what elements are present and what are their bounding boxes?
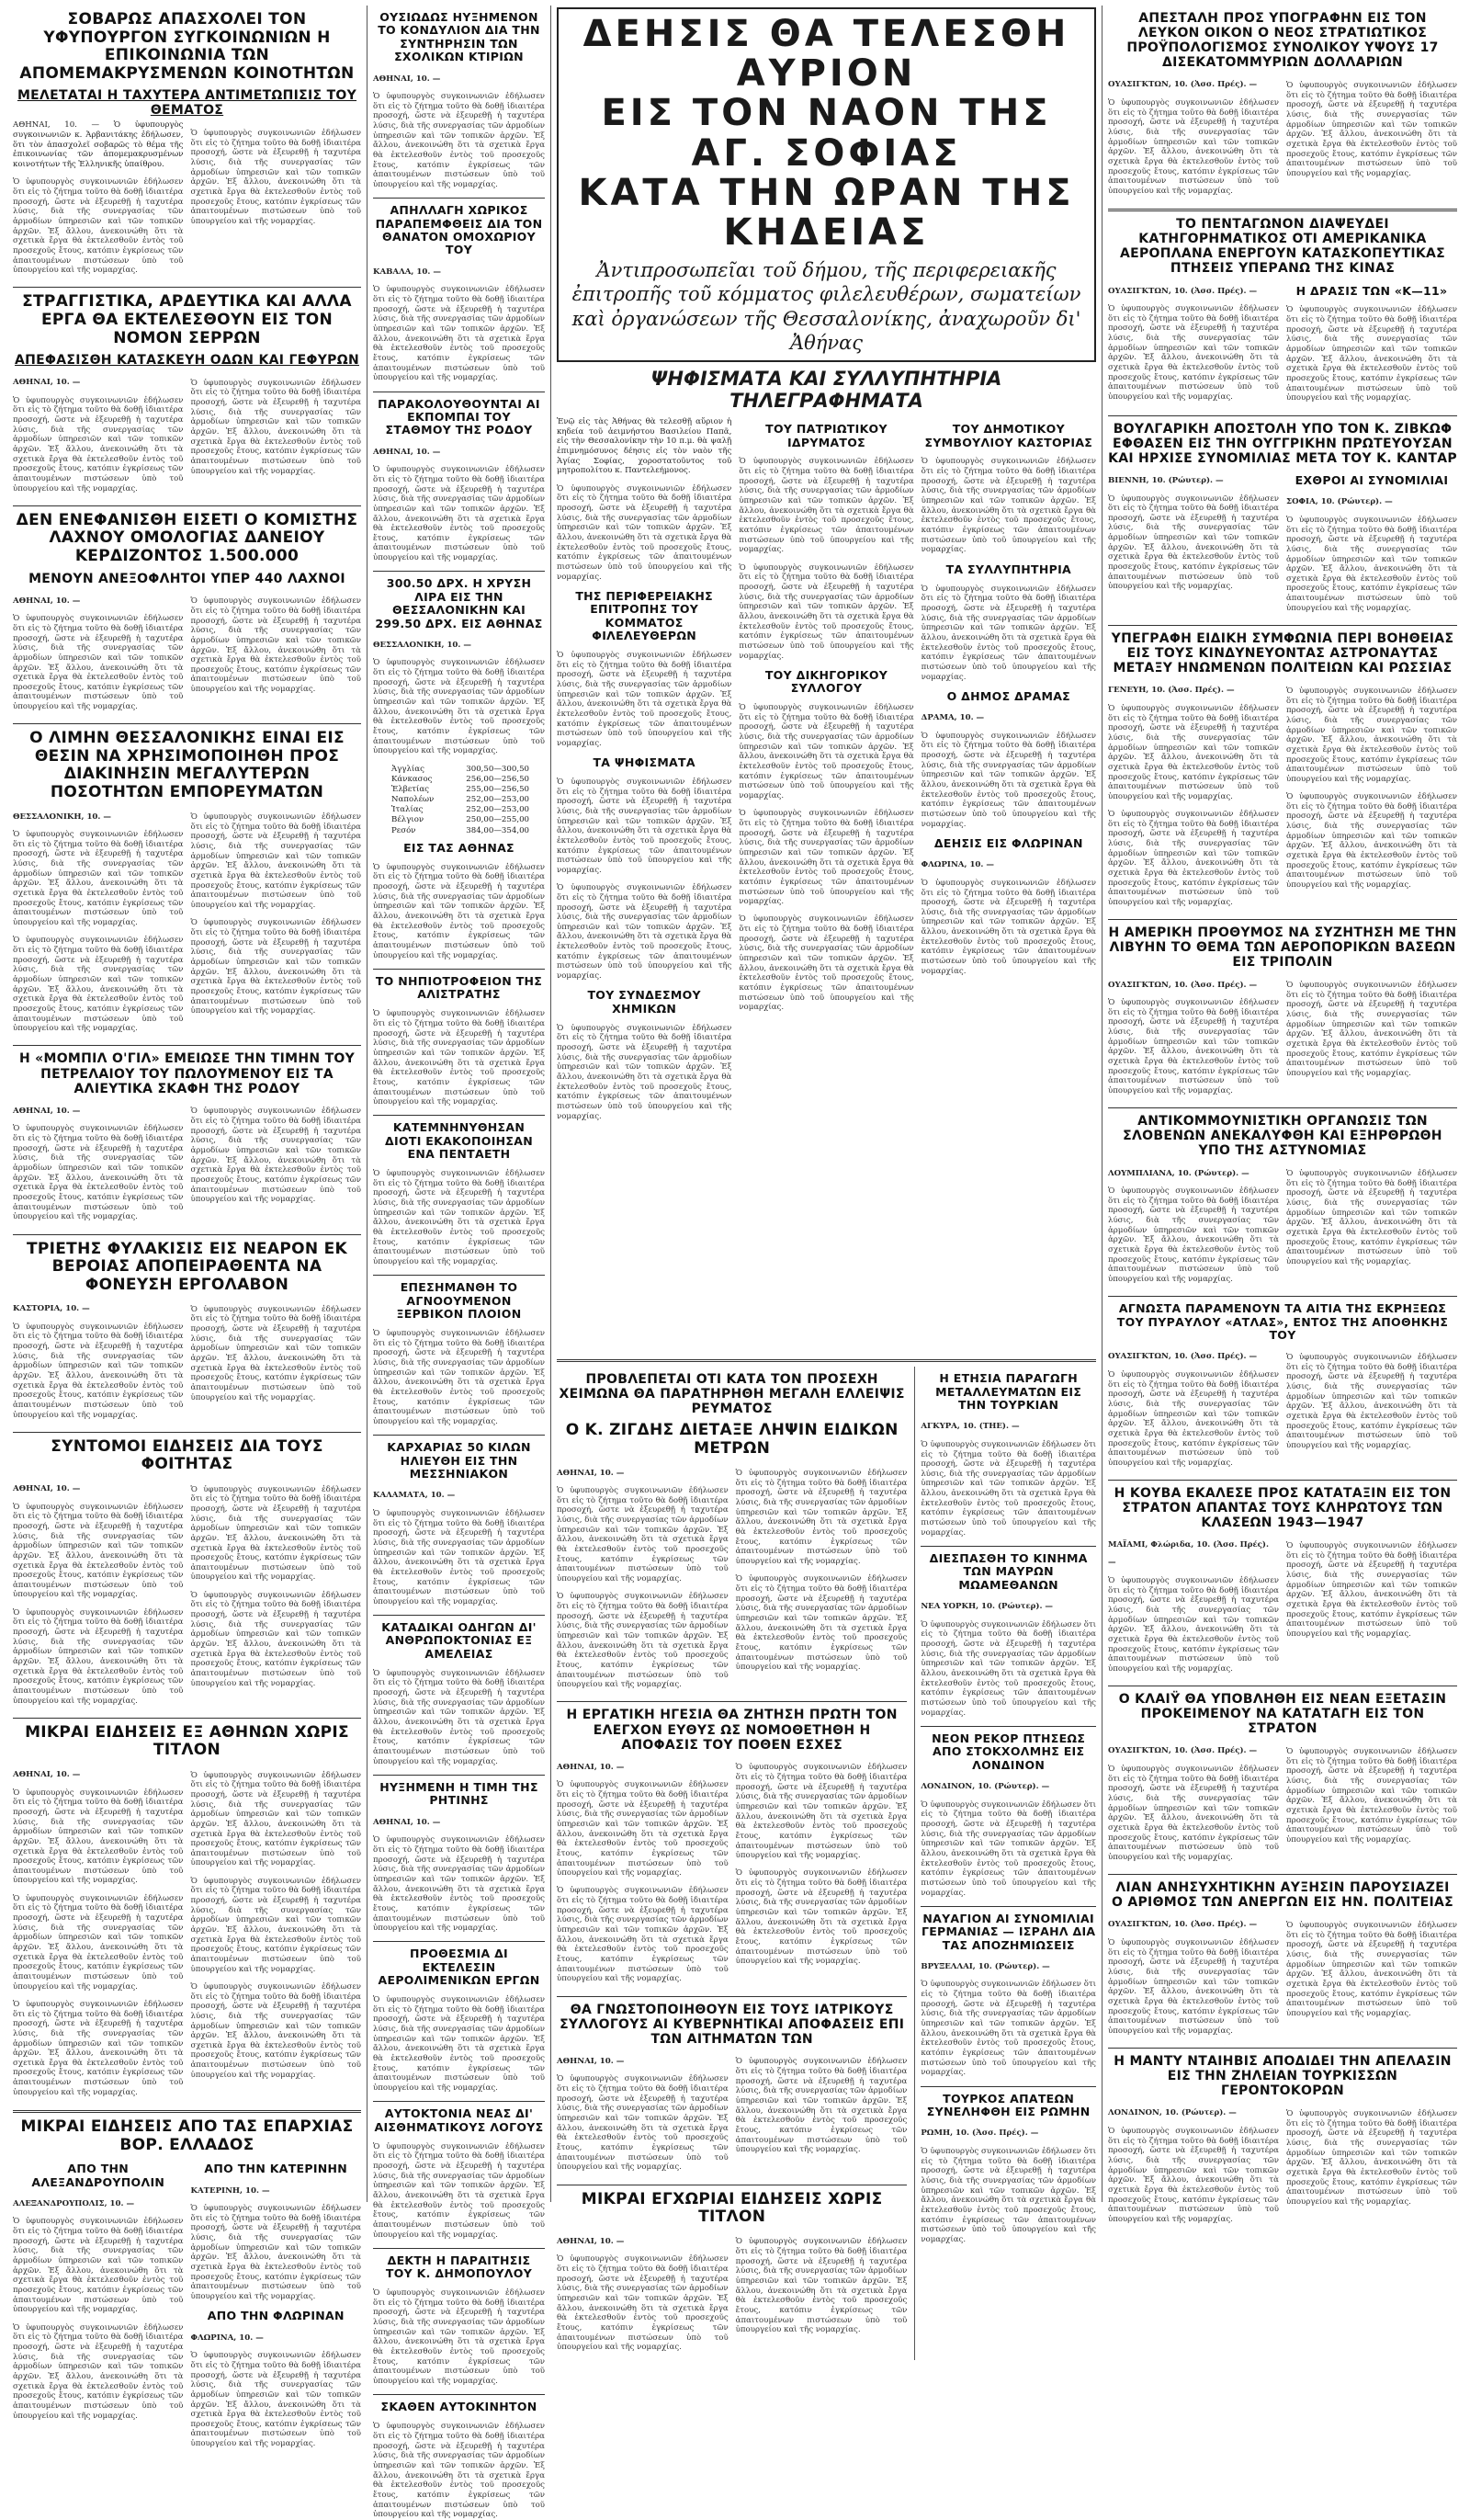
- price-value: 250,00—255,00: [466, 815, 529, 825]
- headline: ΤΟ ΝΗΠΙΟΤΡΟΦΕΙΟΝ ΤΗΣ ΑΛΙΣΤΡΑΤΗΣ: [375, 973, 543, 1002]
- article-body: Ὁ ὑφυπουργὸς συγκοινωνιῶν ἐδήλωσεν ὅτι εἰς τὸ ζήτημα τοῦτο θὰ δοθῇ ἰδιαιτέρα προσοχή, ὥστε νὰ ἐξευρεθῇ ἡ ταχυτέρα λύσις, διὰ τῆς συνεργασίας τῶν ἁρμοδίων ὑπηρεσιῶν καὶ τῶν τοπικῶν ἀρχῶν. Ἐξ ἄλλου, ἀνεκοινώθη ὅτι τὰ σχετικὰ ἔργα θὰ ἐκτελεσθοῦν ἐντὸς τοῦ προσεχοῦς ἔτους, κατόπιν ἐγκρίσεως τῶν ἀπαιτουμένων πιστώσεων ὑπὸ τοῦ ὑπουργείου καὶ τῆς νομαρχίας.: [373, 1508, 545, 1606]
- article-body: Ὁ ὑφυπουργὸς συγκοινωνιῶν ἐδήλωσεν ὅτι εἰς τὸ ζήτημα τοῦτο θὰ δοθῇ ἰδιαιτέρα προσοχή, ὥστε νὰ ἐξευρεθῇ ἡ ταχυτέρα λύσις, διὰ τῆς συνεργασίας τῶν ἁρμοδίων ὑπηρεσιῶν καὶ τῶν τοπικῶν ἀρχῶν. Ἐξ ἄλλου, ἀνεκοινώθη ὅτι τὰ σχετικὰ ἔργα θὰ ἐκτελεσθοῦν ἐντὸς τοῦ προσεχοῦς ἔτους, κατόπιν ἐγκρίσεως τῶν ἀπαιτουμένων πιστώσεων ὑπὸ τοῦ ὑπουργείου καὶ τῆς νομαρχίας.: [373, 92, 545, 189]
- headline: Η ΚΟΥΒΑ ΕΚΑΛΕΣΕ ΠΡΟΣ ΚΑΤΑΤΑΞΙΝ ΕΙΣ ΤΟΝ ΣΤΡΑΤΟΝ ΑΠΑΝΤΑΣ ΤΟΥΣ ΚΛΗΡΩΤΟΥΣ ΤΩΝ ΚΛΑΣΕΩΝ 1943—1947: [1114, 1486, 1452, 1531]
- article-body: Ὁ ὑφυπουργὸς συγκοινωνιῶν ἐδήλωσεν ὅτι εἰς τὸ ζήτημα τοῦτο θὰ δοθῇ ἰδιαιτέρα προσοχή, ὥστε νὰ ἐξευρεθῇ ἡ ταχυτέρα λύσις, διὰ τῆς συνεργασίας τῶν ἁρμοδίων ὑπηρεσιῶν καὶ τῶν τοπικῶν ἀρχῶν. Ἐξ ἄλλου, ἀνεκοινώθη ὅτι τὰ σχετικὰ ἔργα θὰ ἐκτελεσθοῦν ἐντὸς τοῦ προσεχοῦς ἔτους, κατόπιν ἐγκρίσεως τῶν ἀπαιτουμένων πιστώσεων ὑπὸ τοῦ ὑπουργείου καὶ τῆς νομαρχίας.: [739, 809, 914, 907]
- headline: ΜΙΚΡΑΙ ΕΓΧΩΡΙΑΙ ΕΙΔΗΣΕΙΣ ΧΩΡΙΣ ΤΙΤΛΟΝ: [581, 2189, 883, 2227]
- price-coin-name: Ναπολέων: [391, 795, 435, 805]
- headline: ΤΟΥΡΚΟΣ ΑΠΑΤΕΩΝ ΣΥΝΕΛΗΦΘΗ ΕΙΣ ΡΩΜΗΝ: [926, 2091, 1091, 2118]
- article-body: Ὁ ὑφυπουργὸς συγκοινωνιῶν ἐδήλωσεν ὅτι εἰς τὸ ζήτημα τοῦτο θὰ δοθῇ ἰδιαιτέρα προσοχή, ὥστε νὰ ἐξευρεθῇ ἡ ταχυτέρα λύσις, διὰ τῆς συνεργασίας τῶν ἁρμοδίων ὑπηρεσιῶν καὶ τῶν τοπικῶν ἀρχῶν. Ἐξ ἄλλου, ἀνεκοινώθη ὅτι τὰ σχετικὰ ἔργα θὰ ἐκτελεσθοῦν ἐντὸς τοῦ προσεχοῦς ἔτους, κατόπιν ἐγκρίσεως τῶν ἀπαιτουμένων πιστώσεων ὑπὸ τοῦ ὑπουργείου καὶ τῆς νομαρχίας.: [1108, 1576, 1279, 1674]
- article-body: Ὁ ὑφυπουργὸς συγκοινωνιῶν ἐδήλωσεν ὅτι εἰς τὸ ζήτημα τοῦτο θὰ δοθῇ ἰδιαιτέρα προσοχή, ὥστε νὰ ἐξευρεθῇ ἡ ταχυτέρα λύσις, διὰ τῆς συνεργασίας τῶν ἁρμοδίων ὑπηρεσιῶν καὶ τῶν τοπικῶν ἀρχῶν. Ἐξ ἄλλου, ἀνεκοινώθη ὅτι τὰ σχετικὰ ἔργα θὰ ἐκτελεσθοῦν ἐντὸς τοῦ προσεχοῦς ἔτους, κατόπιν ἐγκρίσεως τῶν ἀπαιτουμένων πιστώσεων ὑπὸ τοῦ ὑπουργείου καὶ τῆς νομαρχίας.: [373, 285, 545, 383]
- article-body: Ὁ ὑφυπουργὸς συγκοινωνιῶν ἐδήλωσεν ὅτι εἰς τὸ ζήτημα τοῦτο θὰ δοθῇ ἰδιαιτέρα προσοχή, ὥστε νὰ ἐξευρεθῇ ἡ ταχυτέρα λύσις, διὰ τῆς συνεργασίας τῶν ἁρμοδίων ὑπηρεσιῶν καὶ τῶν τοπικῶν ἀρχῶν. Ἐξ ἄλλου, ἀνεκοινώθη ὅτι τὰ σχετικὰ ἔργα θὰ ἐκτελεσθοῦν ἐντὸς τοῦ προσεχοῦς ἔτους, κατόπιν ἐγκρίσεως τῶν ἀπαιτουμένων πιστώσεων ὑπὸ τοῦ ὑπουργείου καὶ τῆς νομαρχίας.: [557, 483, 732, 582]
- headline: Η ΑΜΕΡΙΚΗ ΠΡΟΘΥΜΟΣ ΝΑ ΣΥΖΗΤΗΣΗ ΜΕ ΤΗΝ ΛΙΒΥΗΝ ΤΟ ΘΕΜΑ ΤΩΝ ΑΕΡΟΠΟΡΙΚΩΝ ΒΑΣΕΩΝ ΕΙΣ ΤΡΙΠΟΛΙΝ: [1108, 925, 1457, 971]
- column-right: [1102, 6, 1463, 2224]
- article-body: Ὁ ὑφυπουργὸς συγκοινωνιῶν ἐδήλωσεν ὅτι εἰς τὸ ζήτημα τοῦτο θὰ δοθῇ ἰδιαιτέρα προσοχή, ὥστε νὰ ἐξευρεθῇ ἡ ταχυτέρα λύσις, διὰ τῆς συνεργασίας τῶν ἁρμοδίων ὑπηρεσιῶν καὶ τῶν τοπικῶν ἀρχῶν. Ἐξ ἄλλου, ἀνεκοινώθη ὅτι τὰ σχετικὰ ἔργα θὰ ἐκτελεσθοῦν ἐντὸς τοῦ προσεχοῦς ἔτους, κατόπιν ἐγκρίσεως τῶν ἀπαιτουμένων πιστώσεων ὑπὸ τοῦ ὑπουργείου καὶ τῆς νομαρχίας.: [13, 2322, 184, 2421]
- headline: ΣΥΝΤΟΜΟΙ ΕΙΔΗΣΕΙΣ ΔΙΑ ΤΟΥΣ ΦΟΙΤΗΤΑΣ: [51, 1436, 323, 1474]
- price-value: 252,00—253,00: [466, 795, 529, 805]
- dateline: ΦΛΩΡΙΝΑ, 10. —: [921, 860, 994, 870]
- article-body: Ὁ ὑφυπουργὸς συγκοινωνιῶν ἐδήλωσεν ὅτι εἰς τὸ ζήτημα τοῦτο θὰ δοθῇ ἰδιαιτέρα προσοχή, ὥστε νὰ ἐξευρεθῇ ἡ ταχυτέρα λύσις, διὰ τῆς συνεργασίας τῶν ἁρμοδίων ὑπηρεσιῶν καὶ τῶν τοπικῶν ἀρχῶν. Ἐξ ἄλλου, ἀνεκοινώθη ὅτι τὰ σχετικὰ ἔργα θὰ ἐκτελεσθοῦν ἐντὸς τοῦ προσεχοῦς ἔτους, κατόπιν ἐγκρίσεως τῶν ἀπαιτουμένων πιστώσεων ὑπὸ τοῦ ὑπουργείου καὶ τῆς νομαρχίας.: [557, 883, 732, 982]
- dateline: ΑΘΗΝΑΙ, 10. —: [13, 1483, 81, 1493]
- article-body: Ὁ ὑφυπουργὸς συγκοινωνιῶν ἐδήλωσεν ὅτι εἰς τὸ ζήτημα τοῦτο θὰ δοθῇ ἰδιαιτέρα προσοχή, ὥστε νὰ ἐξευρεθῇ ἡ ταχυτέρα λύσις, διὰ τῆς συνεργασίας τῶν ἁρμοδίων ὑπηρεσιῶν καὶ τῶν τοπικῶν ἀρχῶν. Ἐξ ἄλλου, ἀνεκοινώθη ὅτι τὰ σχετικὰ ἔργα θὰ ἐκτελεσθοῦν ἐντὸς τοῦ προσεχοῦς ἔτους, κατόπιν ἐγκρίσεως τῶν ἀπαιτουμένων πιστώσεων ὑπὸ τοῦ ὑπουργείου καὶ τῆς νομαρχίας.: [13, 395, 184, 494]
- subheadline: ΤΟΥ ΔΙΚΗΓΟΡΙΚΟΥ ΣΥΛΛΟΓΟΥ: [764, 667, 888, 696]
- article-body: Ὁ ὑφυπουργὸς συγκοινωνιῶν ἐδήλωσεν ὅτι εἰς τὸ ζήτημα τοῦτο θὰ δοθῇ ἰδιαιτέρα προσοχή, ὥστε νὰ ἐξευρεθῇ ἡ ταχυτέρα λύσις, διὰ τῆς συνεργασίας τῶν ἁρμοδίων ὑπηρεσιῶν καὶ τῶν τοπικῶν ἀρχῶν. Ἐξ ἄλλου, ἀνεκοινώθη ὅτι τὰ σχετικὰ ἔργα θὰ ἐκτελεσθοῦν ἐντὸς τοῦ προσεχοῦς ἔτους, κατόπιν ἐγκρίσεως τῶν ἀπαιτουμένων πιστώσεων ὑπὸ τοῦ ὑπουργείου καὶ τῆς νομαρχίας.: [921, 878, 1096, 976]
- headline: ΝΑΥΑΓΙΟΝ ΑΙ ΣΥΝΟΜΙΛΙΑΙ ΓΕΡΜΑΝΙΑΣ — ΙΣΡΑΗΛ ΔΙΑ ΤΑΣ ΑΠΟΖΗΜΙΩΣΕΙΣ: [921, 1911, 1096, 1952]
- price-row: [391, 775, 529, 785]
- article-body: Ὁ ὑφυπουργὸς συγκοινωνιῶν ἐδήλωσεν ὅτι εἰς τὸ ζήτημα τοῦτο θὰ δοθῇ ἰδιαιτέρα προσοχή, ὥστε νὰ ἐξευρεθῇ ἡ ταχυτέρα λύσις, διὰ τῆς συνεργασίας τῶν ἁρμοδίων ὑπηρεσιῶν καὶ τῶν τοπικῶν ἀρχῶν. Ἐξ ἄλλου, ἀνεκοινώθη ὅτι τὰ σχετικὰ ἔργα θὰ ἐκτελεσθοῦν ἐντὸς τοῦ προσεχοῦς ἔτους, κατόπιν ἐγκρίσεως τῶν ἀπαιτουμένων πιστώσεων ὑπὸ τοῦ ὑπουργείου καὶ τῆς νομαρχίας.: [1286, 515, 1457, 613]
- headline: ΠΡΟΒΛΕΠΕΤΑΙ ΟΤΙ ΚΑΤΑ ΤΟΝ ΠΡΟΣΕΧΗ ΧΕΙΜΩΝΑ ΘΑ ΠΑΡΑΤΗΡΗΘΗ ΜΕΓΑΛΗ ΕΛΛΕΙΨΙΣ ΡΕΥΜΑΤΟΣ: [559, 1372, 905, 1417]
- article-body: Ὁ ὑφυπουργὸς συγκοινωνιῶν ἐδήλωσεν ὅτι εἰς τὸ ζήτημα τοῦτο θὰ δοθῇ ἰδιαιτέρα προσοχή, ὥστε νὰ ἐξευρεθῇ ἡ ταχυτέρα λύσις, διὰ τῆς συνεργασίας τῶν ἁρμοδίων ὑπηρεσιῶν καὶ τῶν τοπικῶν ἀρχῶν. Ἐξ ἄλλου, ἀνεκοινώθη ὅτι τὰ σχετικὰ ἔργα θὰ ἐκτελεσθοῦν ἐντὸς τοῦ προσεχοῦς ἔτους, κατόπιν ἐγκρίσεως τῶν ἀπαιτουμένων πιστώσεων ὑπὸ τοῦ ὑπουργείου καὶ τῆς νομαρχίας.: [1286, 1541, 1457, 1639]
- subheadline: ΜΕΝΟΥΝ ΑΝΕΞΟΦΛΗΤΟΙ ΥΠΕΡ 440 ΛΑΧΝΟΙ: [28, 571, 345, 586]
- article-body: Ὁ ὑφυπουργὸς συγκοινωνιῶν ἐδήλωσεν ὅτι εἰς τὸ ζήτημα τοῦτο θὰ δοθῇ ἰδιαιτέρα προσοχή, ὥστε νὰ ἐξευρεθῇ ἡ ταχυτέρα λύσις, διὰ τῆς συνεργασίας τῶν ἁρμοδίων ὑπηρεσιῶν καὶ τῶν τοπικῶν ἀρχῶν. Ἐξ ἄλλου, ἀνεκοινώθη ὅτι τὰ σχετικὰ ἔργα θὰ ἐκτελεσθοῦν ἐντὸς τοῦ προσεχοῦς ἔτους, κατόπιν ἐγκρίσεως τῶν ἀπαιτουμένων πιστώσεων ὑπὸ τοῦ ὑπουργείου καὶ τῆς νομαρχίας.: [557, 650, 732, 748]
- headline: ΣΤΡΑΓΓΙΣΤΙΚΑ, ΑΡΔΕΥΤΙΚΑ ΚΑΙ ΑΛΛΑ ΕΡΓΑ ΘΑ ΕΚΤΕΛΕΣΘΟΥΝ ΕΙΣ ΤΟΝ ΝΟΜΟΝ ΣΕΡΡΩΝ: [22, 292, 352, 347]
- price-coin-name: Ἀγγλίας: [391, 764, 424, 774]
- article-body: Ὁ ὑφυπουργὸς συγκοινωνιῶν ἐδήλωσεν ὅτι εἰς τὸ ζήτημα τοῦτο θὰ δοθῇ ἰδιαιτέρα προσοχή, ὥστε νὰ ἐξευρεθῇ ἡ ταχυτέρα λύσις, διὰ τῆς συνεργασίας τῶν ἁρμοδίων ὑπηρεσιῶν καὶ τῶν τοπικῶν ἀρχῶν. Ἐξ ἄλλου, ἀνεκοινώθη ὅτι τὰ σχετικὰ ἔργα θὰ ἐκτελεσθοῦν ἐντὸς τοῦ προσεχοῦς ἔτους, κατόπιν ἐγκρίσεως τῶν ἀπαιτουμένων πιστώσεων ὑπὸ τοῦ ὑπουργείου καὶ τῆς νομαρχίας.: [13, 936, 184, 1034]
- article-body: Ὁ ὑφυπουργὸς συγκοινωνιῶν ἐδήλωσεν ὅτι εἰς τὸ ζήτημα τοῦτο θὰ δοθῇ ἰδιαιτέρα προσοχή, ὥστε νὰ ἐξευρεθῇ ἡ ταχυτέρα λύσις, διὰ τῆς συνεργασίας τῶν ἁρμοδίων ὑπηρεσιῶν καὶ τῶν τοπικῶν ἀρχῶν. Ἐξ ἄλλου, ἀνεκοινώθη ὅτι τὰ σχετικὰ ἔργα θὰ ἐκτελεσθοῦν ἐντὸς τοῦ προσεχοῦς ἔτους, κατόπιν ἐγκρίσεως τῶν ἀπαιτουμένων πιστώσεων ὑπὸ τοῦ ὑπουργείου καὶ τῆς νομαρχίας.: [1108, 703, 1279, 801]
- article-body: Ὁ ὑφυπουργὸς συγκοινωνιῶν ἐδήλωσεν ὅτι εἰς τὸ ζήτημα τοῦτο θὰ δοθῇ ἰδιαιτέρα προσοχή, ὥστε νὰ ἐξευρεθῇ ἡ ταχυτέρα λύσις, διὰ τῆς συνεργασίας τῶν ἁρμοδίων ὑπηρεσιῶν καὶ τῶν τοπικῶν ἀρχῶν. Ἐξ ἄλλου, ἀνεκοινώθη ὅτι τὰ σχετικὰ ἔργα θὰ ἐκτελεσθοῦν ἐντὸς τοῦ προσεχοῦς ἔτους, κατόπιν ἐγκρίσεως τῶν ἀπαιτουμένων πιστώσεων ὑπὸ τοῦ ὑπουργείου καὶ τῆς νομαρχίας.: [190, 596, 361, 695]
- lead-title-line-2: ΕΙΣ ΤΟΝ ΝΑΟΝ ΤΗΣ ΑΓ. ΣΟΦΙΑΣ: [601, 92, 1052, 175]
- subheadline: Ο ΔΗΜΟΣ ΔΡΑΜΑΣ: [946, 688, 1071, 703]
- dateline: ΑΘΗΝΑΙ, 10. —: [13, 1106, 81, 1116]
- article-body: Ὁ ὑφυπουργὸς συγκοινωνιῶν ἐδήλωσεν ὅτι εἰς τὸ ζήτημα τοῦτο θὰ δοθῇ ἰδιαιτέρα προσοχή, ὥστε νὰ ἐξευρεθῇ ἡ ταχυτέρα λύσις, διὰ τῆς συνεργασίας τῶν ἁρμοδίων ὑπηρεσιῶν καὶ τῶν τοπικῶν ἀρχῶν. Ἐξ ἄλλου, ἀνεκοινώθη ὅτι τὰ σχετικὰ ἔργα θὰ ἐκτελεσθοῦν ἐντὸς τοῦ προσεχοῦς ἔτους, κατόπιν ἐγκρίσεως τῶν ἀπαιτουμένων πιστώσεων ὑπὸ τοῦ ὑπουργείου καὶ τῆς νομαρχίας.: [739, 914, 914, 1013]
- headline: ΘΑ ΓΝΩΣΤΟΠΟΙΗΘΟΥΝ ΕΙΣ ΤΟΥΣ ΙΑΤΡΙΚΟΥΣ ΣΥΛΛΟΓΟΥΣ ΑΙ ΚΥΒΕΡΝΗΤΙΚΑΙ ΑΠΟΦΑΣΕΙΣ ΕΠΙ ΤΩΝ ΑΙΤΗΜΑΤΩΝ ΤΩΝ: [560, 2002, 905, 2047]
- dateline: ΑΘΗΝΑΙ, 10. —: [557, 2056, 625, 2066]
- article-body: Ὁ ὑφυπουργὸς συγκοινωνιῶν ἐδήλωσεν ὅτι εἰς τὸ ζήτημα τοῦτο θὰ δοθῇ ἰδιαιτέρα προσοχή, ὥστε νὰ ἐξευρεθῇ ἡ ταχυτέρα λύσις, διὰ τῆς συνεργασίας τῶν ἁρμοδίων ὑπηρεσιῶν καὶ τῶν τοπικῶν ἀρχῶν. Ἐξ ἄλλου, ἀνεκοινώθη ὅτι τὰ σχετικὰ ἔργα θὰ ἐκτελεσθοῦν ἐντὸς τοῦ προσεχοῦς ἔτους, κατόπιν ἐγκρίσεως τῶν ἀπαιτουμένων πιστώσεων ὑπὸ τοῦ ὑπουργείου καὶ τῆς νομαρχίας.: [921, 731, 1096, 829]
- headline: ΔΙΕΣΠΑΣΘΗ ΤΟ ΚΙΝΗΜΑ ΤΩΝ ΜΑΥΡΩΝ ΜΩΑΜΕΘΑΝΩΝ: [929, 1551, 1088, 1592]
- headline: ΤΟ ΠΕΝΤΑΓΩΝΟΝ ΔΙΑΨΕΥΔΕΙ ΚΑΤΗΓΟΡΗΜΑΤΙΚΟΣ ΟΤΙ ΑΜΕΡΙΚΑΝΙΚΑ ΑΕΡΟΠΛΑΝΑ ΕΝΕΡΓΟΥΝ ΚΑΤΑΣΚΟΠΕΥΤΙΚΑΣ ΠΤΗΣΕΙΣ ΥΠΕΡΑΝΩ ΤΗΣ ΚΙΝΑΣ: [1119, 217, 1446, 277]
- dateline: ΑΛΕΞΑΝΔΡΟΥΠΟΛΙΣ, 10. —: [13, 2198, 135, 2208]
- subheadline: ΤΟΥ ΣΥΝΔΕΣΜΟΥ ΧΗΜΙΚΩΝ: [587, 988, 701, 1016]
- article-body: Ὁ ὑφυπουργὸς συγκοινωνιῶν ἐδήλωσεν ὅτι εἰς τὸ ζήτημα τοῦτο θὰ δοθῇ ἰδιαιτέρα προσοχή, ὥστε νὰ ἐξευρεθῇ ἡ ταχυτέρα λύσις, διὰ τῆς συνεργασίας τῶν ἁρμοδίων ὑπηρεσιῶν καὶ τῶν τοπικῶν ἀρχῶν. Ἐξ ἄλλου, ἀνεκοινώθη ὅτι τὰ σχετικὰ ἔργα θὰ ἐκτελεσθοῦν ἐντὸς τοῦ προσεχοῦς ἔτους, κατόπιν ἐγκρίσεως τῶν ἀπαιτουμένων πιστώσεων ὑπὸ τοῦ ὑπουργείου καὶ τῆς νομαρχίας.: [1108, 810, 1279, 907]
- article-body: Ὁ ὑφυπουργὸς συγκοινωνιῶν ἐδήλωσεν ὅτι εἰς τὸ ζήτημα τοῦτο θὰ δοθῇ ἰδιαιτέρα προσοχή, ὥστε νὰ ἐξευρεθῇ ἡ ταχυτέρα λύσις, διὰ τῆς συνεργασίας τῶν ἁρμοδίων ὑπηρεσιῶν καὶ τῶν τοπικῶν ἀρχῶν. Ἐξ ἄλλου, ἀνεκοινώθη ὅτι τὰ σχετικὰ ἔργα θὰ ἐκτελεσθοῦν ἐντὸς τοῦ προσεχοῦς ἔτους, κατόπιν ἐγκρίσεως τῶν ἀπαιτουμένων πιστώσεων ὑπὸ τοῦ ὑπουργείου καὶ τῆς νομαρχίας.: [1108, 304, 1279, 402]
- article-body: Ὁ ὑφυπουργὸς συγκοινωνιῶν ἐδήλωσεν ὅτι εἰς τὸ ζήτημα τοῦτο θὰ δοθῇ ἰδιαιτέρα προσοχή, ὥστε νὰ ἐξευρεθῇ ἡ ταχυτέρα λύσις, διὰ τῆς συνεργασίας τῶν ἁρμοδίων ὑπηρεσιῶν καὶ τῶν τοπικῶν ἀρχῶν. Ἐξ ἄλλου, ἀνεκοινώθη ὅτι τὰ σχετικὰ ἔργα θὰ ἐκτελεσθοῦν ἐντὸς τοῦ προσεχοῦς ἔτους, κατόπιν ἐγκρίσεως τῶν ἀπαιτουμένων πιστώσεων ὑπὸ τοῦ ὑπουργείου καὶ τῆς νομαρχίας.: [1286, 981, 1457, 1078]
- column-2: [368, 6, 551, 2520]
- article-body: Ὁ ὑφυπουργὸς συγκοινωνιῶν ἐδήλωσεν ὅτι εἰς τὸ ζήτημα τοῦτο θὰ δοθῇ ἰδιαιτέρα προσοχή, ὥστε νὰ ἐξευρεθῇ ἡ ταχυτέρα λύσις, διὰ τῆς συνεργασίας τῶν ἁρμοδίων ὑπηρεσιῶν καὶ τῶν τοπικῶν ἀρχῶν. Ἐξ ἄλλου, ἀνεκοινώθη ὅτι τὰ σχετικὰ ἔργα θὰ ἐκτελεσθοῦν ἐντὸς τοῦ προσεχοῦς ἔτους, κατόπιν ἐγκρίσεως τῶν ἀπαιτουμένων πιστώσεων ὑπὸ τοῦ ὑπουργείου καὶ τῆς νομαρχίας.: [1286, 1353, 1457, 1450]
- article-body: Ὁ ὑφυπουργὸς συγκοινωνιῶν ἐδήλωσεν ὅτι εἰς τὸ ζήτημα τοῦτο θὰ δοθῇ ἰδιαιτέρα προσοχή, ὥστε νὰ ἐξευρεθῇ ἡ ταχυτέρα λύσις, διὰ τῆς συνεργασίας τῶν ἁρμοδίων ὑπηρεσιῶν καὶ τῶν τοπικῶν ἀρχῶν. Ἐξ ἄλλου, ἀνεκοινώθη ὅτι τὰ σχετικὰ ἔργα θὰ ἐκτελεσθοῦν ἐντὸς τοῦ προσεχοῦς ἔτους, κατόπιν ἐγκρίσεως τῶν ἀπαιτουμένων πιστώσεων ὑπὸ τοῦ ὑπουργείου καὶ τῆς νομαρχίας.: [1286, 305, 1457, 403]
- dateline: ΑΘΗΝΑΙ, 10. —: [13, 1769, 81, 1779]
- article-body: Ὁ ὑφυπουργὸς συγκοινωνιῶν ἐδήλωσεν ὅτι εἰς τὸ ζήτημα τοῦτο θὰ δοθῇ ἰδιαιτέρα προσοχή, ὥστε νὰ ἐξευρεθῇ ἡ ταχυτέρα λύσις, διὰ τῆς συνεργασίας τῶν ἁρμοδίων ὑπηρεσιῶν καὶ τῶν τοπικῶν ἀρχῶν. Ἐξ ἄλλου, ἀνεκοινώθη ὅτι τὰ σχετικὰ ἔργα θὰ ἐκτελεσθοῦν ἐντὸς τοῦ προσεχοῦς ἔτους, κατόπιν ἐγκρίσεως τῶν ἀπαιτουμένων πιστώσεων ὑπὸ τοῦ ὑπουργείου καὶ τῆς νομαρχίας.: [735, 1574, 908, 1673]
- price-value: 256,00—256,50: [466, 774, 529, 784]
- article-body: Ὁ ὑφυπουργὸς συγκοινωνιῶν ἐδήλωσεν ὅτι εἰς τὸ ζήτημα τοῦτο θὰ δοθῇ ἰδιαιτέρα προσοχή, ὥστε νὰ ἐξευρεθῇ ἡ ταχυτέρα λύσις, διὰ τῆς συνεργασίας τῶν ἁρμοδίων ὑπηρεσιῶν καὶ τῶν τοπικῶν ἀρχῶν. Ἐξ ἄλλου, ἀνεκοινώθη ὅτι τὰ σχετικὰ ἔργα θὰ ἐκτελεσθοῦν ἐντὸς τοῦ προσεχοῦς ἔτους, κατόπιν ἐγκρίσεως τῶν ἀπαιτουμένων πιστώσεων ὑπὸ τοῦ ὑπουργείου καὶ τῆς νομαρχίας.: [1108, 1938, 1279, 2036]
- dateline: ΟΥΑΣΙΓΚΤΩΝ, 10. (Ἀσσ. Πρές). —: [1108, 1352, 1258, 1362]
- article-body: Ὁ ὑφυπουργὸς συγκοινωνιῶν ἐδήλωσεν ὅτι εἰς τὸ ζήτημα τοῦτο θὰ δοθῇ ἰδιαιτέρα προσοχή, ὥστε νὰ ἐξευρεθῇ ἡ ταχυτέρα λύσις, διὰ τῆς συνεργασίας τῶν ἁρμοδίων ὑπηρεσιῶν καὶ τῶν τοπικῶν ἀρχῶν. Ἐξ ἄλλου, ἀνεκοινώθη ὅτι τὰ σχετικὰ ἔργα θὰ ἐκτελεσθοῦν ἐντὸς τοῦ προσεχοῦς ἔτους, κατόπιν ἐγκρίσεως τῶν ἀπαιτουμένων πιστώσεων ὑπὸ τοῦ ὑπουργείου καὶ τῆς νομαρχίας.: [557, 1023, 732, 1121]
- subheadline: ΑΠΟ ΤΗΝ ΦΛΩΡΙΝΑΝ: [207, 2309, 345, 2323]
- article-body: Ὁ ὑφυπουργὸς συγκοινωνιῶν ἐδήλωσεν ὅτι εἰς τὸ ζήτημα τοῦτο θὰ δοθῇ ἰδιαιτέρα προσοχή, ὥστε νὰ ἐξευρεθῇ ἡ ταχυτέρα λύσις, διὰ τῆς συνεργασίας τῶν ἁρμοδίων ὑπηρεσιῶν καὶ τῶν τοπικῶν ἀρχῶν. Ἐξ ἄλλου, ἀνεκοινώθη ὅτι τὰ σχετικὰ ἔργα θὰ ἐκτελεσθοῦν ἐντὸς τοῦ προσεχοῦς ἔτους, κατόπιν ἐγκρίσεως τῶν ἀπαιτουμένων πιστώσεων ὑπὸ τοῦ ὑπουργείου καὶ τῆς νομαρχίας.: [13, 2217, 184, 2315]
- article-body: Ὁ ὑφυπουργὸς συγκοινωνιῶν ἐδήλωσεν ὅτι εἰς τὸ ζήτημα τοῦτο θὰ δοθῇ ἰδιαιτέρα προσοχή, ὥστε νὰ ἐξευρεθῇ ἡ ταχυτέρα λύσις, διὰ τῆς συνεργασίας τῶν ἁρμοδίων ὑπηρεσιῶν καὶ τῶν τοπικῶν ἀρχῶν. Ἐξ ἄλλου, ἀνεκοινώθη ὅτι τὰ σχετικὰ ἔργα θὰ ἐκτελεσθοῦν ἐντὸς τοῦ προσεχοῦς ἔτους, κατόπιν ἐγκρίσεως τῶν ἀπαιτουμένων πιστώσεων ὑπὸ τοῦ ὑπουργείου καὶ τῆς νομαρχίας.: [190, 1876, 361, 1974]
- article-body: Ὁ ὑφυπουργὸς συγκοινωνιῶν ἐδήλωσεν ὅτι εἰς τὸ ζήτημα τοῦτο θὰ δοθῇ ἰδιαιτέρα προσοχή, ὥστε νὰ ἐξευρεθῇ ἡ ταχυτέρα λύσις, διὰ τῆς συνεργασίας τῶν ἁρμοδίων ὑπηρεσιῶν καὶ τῶν τοπικῶν ἀρχῶν. Ἐξ ἄλλου, ἀνεκοινώθη ὅτι τὰ σχετικὰ ἔργα θὰ ἐκτελεσθοῦν ἐντὸς τοῦ προσεχοῦς ἔτους, κατόπιν ἐγκρίσεως τῶν ἀπαιτουμένων πιστώσεων ὑπὸ τοῦ ὑπουργείου καὶ τῆς νομαρχίας.: [13, 1322, 184, 1420]
- price-coin-name: Ἰταλίας: [391, 805, 424, 815]
- article-body: Ὁ ὑφυπουργὸς συγκοινωνιῶν ἐδήλωσεν ὅτι εἰς τὸ ζήτημα τοῦτο θὰ δοθῇ ἰδιαιτέρα προσοχή, ὥστε νὰ ἐξευρεθῇ ἡ ταχυτέρα λύσις, διὰ τῆς συνεργασίας τῶν ἁρμοδίων ὑπηρεσιῶν καὶ τῶν τοπικῶν ἀρχῶν. Ἐξ ἄλλου, ἀνεκοινώθη ὅτι τὰ σχετικὰ ἔργα θὰ ἐκτελεσθοῦν ἐντὸς τοῦ προσεχοῦς ἔτους, κατόπιν ἐγκρίσεως τῶν ἀπαιτουμένων πιστώσεων ὑπὸ τοῦ ὑπουργείου καὶ τῆς νομαρχίας.: [373, 2141, 545, 2240]
- dateline: ΝΕΑ ΥΟΡΚΗ, 10. (Ρώυτερ). —: [921, 1602, 1054, 1612]
- article-body: Ὁ ὑφυπουργὸς συγκοινωνιῶν ἐδήλωσεν ὅτι εἰς τὸ ζήτημα τοῦτο θὰ δοθῇ ἰδιαιτέρα προσοχή, ὥστε νὰ ἐξευρεθῇ ἡ ταχυτέρα λύσις, διὰ τῆς συνεργασίας τῶν ἁρμοδίων ὑπηρεσιῶν καὶ τῶν τοπικῶν ἀρχῶν. Ἐξ ἄλλου, ἀνεκοινώθη ὅτι τὰ σχετικὰ ἔργα θὰ ἐκτελεσθοῦν ἐντὸς τοῦ προσεχοῦς ἔτους, κατόπιν ἐγκρίσεως τῶν ἀπαιτουμένων πιστώσεων ὑπὸ τοῦ ὑπουργείου καὶ τῆς νομαρχίας.: [190, 1981, 361, 2080]
- article-body: Ὁ ὑφυπουργὸς συγκοινωνιῶν ἐδήλωσεν ὅτι εἰς τὸ ζήτημα τοῦτο θὰ δοθῇ ἰδιαιτέρα προσοχή, ὥστε νὰ ἐξευρεθῇ ἡ ταχυτέρα λύσις, διὰ τῆς συνεργασίας τῶν ἁρμοδίων ὑπηρεσιῶν καὶ τῶν τοπικῶν ἀρχῶν. Ἐξ ἄλλου, ἀνεκοινώθη ὅτι τὰ σχετικὰ ἔργα θὰ ἐκτελεσθοῦν ἐντὸς τοῦ προσεχοῦς ἔτους, κατόπιν ἐγκρίσεως τῶν ἀπαιτουμένων πιστώσεων ὑπὸ τοῦ ὑπουργείου καὶ τῆς νομαρχίας.: [190, 1770, 361, 1868]
- headline: ΝΕΟΝ ΡΕΚΟΡ ΠΤΗΣΕΩΣ ΑΠΟ ΣΤΟΚΧΟΛΜΗΣ ΕΙΣ ΛΟΝΔΙΝΟΝ: [932, 1731, 1086, 1772]
- dateline: ΛΟΥΜΠΛΙΑΝΑ, 10. (Ρώυτερ). —: [1108, 1168, 1250, 1178]
- dateline: ΟΥΑΣΙΓΚΤΩΝ, 10. (Ἀσσ. Πρές). —: [1108, 286, 1258, 296]
- headline: ΑΓΝΩΣΤΑ ΠΑΡΑΜΕΝΟΥΝ ΤΑ ΑΙΤΙΑ ΤΗΣ ΕΚΡΗΞΕΩΣ ΤΟΥ ΠΥΡΑΥΛΟΥ «ΑΤΛΑΣ», ΕΝΤΟΣ ΤΗΣ ΑΠΟΘΗΚΗΣ ΤΟΥ: [1116, 1301, 1449, 1343]
- article-body: Ὁ ὑφυπουργὸς συγκοινωνιῶν ἐδήλωσεν ὅτι εἰς τὸ ζήτημα τοῦτο θὰ δοθῇ ἰδιαιτέρα προσοχή, ὥστε νὰ ἐξευρεθῇ ἡ ταχυτέρα λύσις, διὰ τῆς συνεργασίας τῶν ἁρμοδίων ὑπηρεσιῶν καὶ τῶν τοπικῶν ἀρχῶν. Ἐξ ἄλλου, ἀνεκοινώθη ὅτι τὰ σχετικὰ ἔργα θὰ ἐκτελεσθοῦν ἐντὸς τοῦ προσεχοῦς ἔτους, κατόπιν ἐγκρίσεως τῶν ἀπαιτουμένων πιστώσεων ὑπὸ τοῦ ὑπουργείου καὶ τῆς νομαρχίας.: [190, 1484, 361, 1583]
- article-body: Ὁ ὑφυπουργὸς συγκοινωνιῶν ἐδήλωσεν ὅτι εἰς τὸ ζήτημα τοῦτο θὰ δοθῇ ἰδιαιτέρα προσοχή, ὥστε νὰ ἐξευρεθῇ ἡ ταχυτέρα λύσις, διὰ τῆς συνεργασίας τῶν ἁρμοδίων ὑπηρεσιῶν καὶ τῶν τοπικῶν ἀρχῶν. Ἐξ ἄλλου, ἀνεκοινώθη ὅτι τὰ σχετικὰ ἔργα θὰ ἐκτελεσθοῦν ἐντὸς τοῦ προσεχοῦς ἔτους, κατόπιν ἐγκρίσεως τῶν ἀπαιτουμένων πιστώσεων ὑπὸ τοῦ ὑπουργείου καὶ τῆς νομαρχίας.: [557, 2254, 729, 2353]
- dateline: ΑΘΗΝΑΙ, 10. —: [557, 1468, 625, 1478]
- article-body: Ὁ ὑφυπουργὸς συγκοινωνιῶν ἐδήλωσεν ὅτι εἰς τὸ ζήτημα τοῦτο θὰ δοθῇ ἰδιαιτέρα προσοχή, ὥστε νὰ ἐξευρεθῇ ἡ ταχυτέρα λύσις, διὰ τῆς συνεργασίας τῶν ἁρμοδίων ὑπηρεσιῶν καὶ τῶν τοπικῶν ἀρχῶν. Ἐξ ἄλλου, ἀνεκοινώθη ὅτι τὰ σχετικὰ ἔργα θὰ ἐκτελεσθοῦν ἐντὸς τοῦ προσεχοῦς ἔτους, κατόπιν ἐγκρίσεως τῶν ἀπαιτουμένων πιστώσεων ὑπὸ τοῦ ὑπουργείου καὶ τῆς νομαρχίας.: [921, 2146, 1096, 2244]
- dateline: ΟΥΑΣΙΓΚΤΩΝ, 10. (Ἀσσ. Πρές). —: [1108, 1746, 1258, 1756]
- article-body: Ὁ ὑφυπουργὸς συγκοινωνιῶν ἐδήλωσεν ὅτι εἰς τὸ ζήτημα τοῦτο θὰ δοθῇ ἰδιαιτέρα προσοχή, ὥστε νὰ ἐξευρεθῇ ἡ ταχυτέρα λύσις, διὰ τῆς συνεργασίας τῶν ἁρμοδίων ὑπηρεσιῶν καὶ τῶν τοπικῶν ἀρχῶν. Ἐξ ἄλλου, ἀνεκοινώθη ὅτι τὰ σχετικὰ ἔργα θὰ ἐκτελεσθοῦν ἐντὸς τοῦ προσεχοῦς ἔτους, κατόπιν ἐγκρίσεως τῶν ἀπαιτουμένων πιστώσεων ὑπὸ τοῦ ὑπουργείου καὶ τῆς νομαρχίας.: [190, 2204, 361, 2302]
- article-body: Ὁ ὑφυπουργὸς συγκοινωνιῶν ἐδήλωσεν ὅτι εἰς τὸ ζήτημα τοῦτο θὰ δοθῇ ἰδιαιτέρα προσοχή, ὥστε νὰ ἐξευρεθῇ ἡ ταχυτέρα λύσις, διὰ τῆς συνεργασίας τῶν ἁρμοδίων ὑπηρεσιῶν καὶ τῶν τοπικῶν ἀρχῶν. Ἐξ ἄλλου, ἀνεκοινώθη ὅτι τὰ σχετικὰ ἔργα θὰ ἐκτελεσθοῦν ἐντὸς τοῦ προσεχοῦς ἔτους, κατόπιν ἐγκρίσεως τῶν ἀπαιτουμένων πιστώσεων ὑπὸ τοῦ ὑπουργείου καὶ τῆς νομαρχίας.: [557, 1780, 729, 1879]
- article-body: Ὁ ὑφυπουργὸς συγκοινωνιῶν ἐδήλωσεν ὅτι εἰς τὸ ζήτημα τοῦτο θὰ δοθῇ ἰδιαιτέρα προσοχή, ὥστε νὰ ἐξευρεθῇ ἡ ταχυτέρα λύσις, διὰ τῆς συνεργασίας τῶν ἁρμοδίων ὑπηρεσιῶν καὶ τῶν τοπικῶν ἀρχῶν. Ἐξ ἄλλου, ἀνεκοινώθη ὅτι τὰ σχετικὰ ἔργα θὰ ἐκτελεσθοῦν ἐντὸς τοῦ προσεχοῦς ἔτους, κατόπιν ἐγκρίσεως τῶν ἀπαιτουμένων πιστώσεων ὑπὸ τοῦ ὑπουργείου καὶ τῆς νομαρχίας.: [13, 1788, 184, 1886]
- headline: ΑΠΗΛΛΑΓΗ ΧΩΡΙΚΟΣ ΠΑΡΑΠΕΜΦΘΕΙΣ ΔΙΑ ΤΟΝ ΘΑΝΑΤΟΝ ΟΜΟΧΩΡΙΟΥ ΤΟΥ: [375, 203, 543, 257]
- price-row: [391, 826, 529, 836]
- subheadline: ΤΑ ΣΥΛΛΥΠΗΤΗΡΙΑ: [945, 562, 1072, 576]
- article-body: Ὁ ὑφυπουργὸς συγκοινωνιῶν ἐδήλωσεν ὅτι εἰς τὸ ζήτημα τοῦτο θὰ δοθῇ ἰδιαιτέρα προσοχή, ὥστε νὰ ἐξευρεθῇ ἡ ταχυτέρα λύσις, διὰ τῆς συνεργασίας τῶν ἁρμοδίων ὑπηρεσιῶν καὶ τῶν τοπικῶν ἀρχῶν. Ἐξ ἄλλου, ἀνεκοινώθη ὅτι τὰ σχετικὰ ἔργα θὰ ἐκτελεσθοῦν ἐντὸς τοῦ προσεχοῦς ἔτους, κατόπιν ἐγκρίσεως τῶν ἀπαιτουμένων πιστώσεων ὑπὸ τοῦ ὑπουργείου καὶ τῆς νομαρχίας.: [373, 1329, 545, 1426]
- dateline: ΚΑΣΤΟΡΙΑ, 10. —: [13, 1304, 90, 1314]
- article-body: Ὁ ὑφυπουργὸς συγκοινωνιῶν ἐδήλωσεν ὅτι εἰς τὸ ζήτημα τοῦτο θὰ δοθῇ ἰδιαιτέρα προσοχή, ὥστε νὰ ἐξευρεθῇ ἡ ταχυτέρα λύσις, διὰ τῆς συνεργασίας τῶν ἁρμοδίων ὑπηρεσιῶν καὶ τῶν τοπικῶν ἀρχῶν. Ἐξ ἄλλου, ἀνεκοινώθη ὅτι τὰ σχετικὰ ἔργα θὰ ἐκτελεσθοῦν ἐντὸς τοῦ προσεχοῦς ἔτους, κατόπιν ἐγκρίσεως τῶν ἀπαιτουμένων πιστώσεων ὑπὸ τοῦ ὑπουργείου καὶ τῆς νομαρχίας.: [13, 177, 184, 276]
- subheadline: ΤΗΣ ΠΕΡΙΦΕΡΕΙΑΚΗΣ ΕΠΙΤΡΟΠΗΣ ΤΟΥ ΚΟΜΜΑΤΟΣ ΦΙΛΕΛΕΥΘΕΡΩΝ: [575, 588, 713, 642]
- article-body: Ὁ ὑφυπουργὸς συγκοινωνιῶν ἐδήλωσεν ὅτι εἰς τὸ ζήτημα τοῦτο θὰ δοθῇ ἰδιαιτέρα προσοχή, ὥστε νὰ ἐξευρεθῇ ἡ ταχυτέρα λύσις, διὰ τῆς συνεργασίας τῶν ἁρμοδίων ὑπηρεσιῶν καὶ τῶν τοπικῶν ἀρχῶν. Ἐξ ἄλλου, ἀνεκοινώθη ὅτι τὰ σχετικὰ ἔργα θὰ ἐκτελεσθοῦν ἐντὸς τοῦ προσεχοῦς ἔτους, κατόπιν ἐγκρίσεως τῶν ἀπαιτουμένων πιστώσεων ὑπὸ τοῦ ὑπουργείου καὶ τῆς νομαρχίας.: [735, 2057, 908, 2155]
- headline: ΜΙΚΡΑΙ ΕΙΔΗΣΕΙΣ ΕΞ ΑΘΗΝΩΝ ΧΩΡΙΣ ΤΙΤΛΟΝ: [25, 1722, 349, 1760]
- article-body: Ὁ ὑφυπουργὸς συγκοινωνιῶν ἐδήλωσεν ὅτι εἰς τὸ ζήτημα τοῦτο θὰ δοθῇ ἰδιαιτέρα προσοχή, ὥστε νὰ ἐξευρεθῇ ἡ ταχυτέρα λύσις, διὰ τῆς συνεργασίας τῶν ἁρμοδίων ὑπηρεσιῶν καὶ τῶν τοπικῶν ἀρχῶν. Ἐξ ἄλλου, ἀνεκοινώθη ὅτι τὰ σχετικὰ ἔργα θὰ ἐκτελεσθοῦν ἐντὸς τοῦ προσεχοῦς ἔτους, κατόπιν ἐγκρίσεως τῶν ἀπαιτουμένων πιστώσεων ὑπὸ τοῦ ὑπουργείου καὶ τῆς νομαρχίας.: [1286, 686, 1457, 784]
- price-value: 255,00—256,50: [466, 784, 529, 794]
- dateline: ΑΘΗΝΑΙ, 10. —: [557, 2236, 625, 2246]
- headline: Ο ΛΙΜΗΝ ΘΕΣΣΑΛΟΝΙΚΗΣ ΕΙΝΑΙ ΕΙΣ ΘΕΣΙΝ ΝΑ ΧΡΗΣΙΜΟΠΟΙΗΘΗ ΠΡΟΣ ΔΙΑΚΙΝΗΣΙΝ ΜΕΓΑΛΥΤΕΡΩΝ ΠΟΣΟΤΗΤΩΝ ΕΜΠΟΡΕΥΜΑΤΩΝ: [29, 729, 345, 802]
- lead-story-box: [557, 7, 1096, 362]
- article-body: Ὁ ὑφυπουργὸς συγκοινωνιῶν ἐδήλωσεν ὅτι εἰς τὸ ζήτημα τοῦτο θὰ δοθῇ ἰδιαιτέρα προσοχή, ὥστε νὰ ἐξευρεθῇ ἡ ταχυτέρα λύσις, διὰ τῆς συνεργασίας τῶν ἁρμοδίων ὑπηρεσιῶν καὶ τῶν τοπικῶν ἀρχῶν. Ἐξ ἄλλου, ἀνεκοινώθη ὅτι τὰ σχετικὰ ἔργα θὰ ἐκτελεσθοῦν ἐντὸς τοῦ προσεχοῦς ἔτους, κατόπιν ἐγκρίσεως τῶν ἀπαιτουμένων πιστώσεων ὑπὸ τοῦ ὑπουργείου καὶ τῆς νομαρχίας.: [373, 2422, 545, 2520]
- dateline: ΒΡΥΞΕΛΛΑΙ, 10. (Ρώυτερ). —: [921, 1961, 1050, 1971]
- dateline: ΦΛΩΡΙΝΑ, 10. —: [190, 2333, 264, 2343]
- headline: ΥΠΕΓΡΑΦΗ ΕΙΔΙΚΗ ΣΥΜΦΩΝΙΑ ΠΕΡΙ ΒΟΗΘΕΙΑΣ ΕΙΣ ΤΟΥΣ ΚΙΝΔΥΝΕΥΟΝΤΑΣ ΑΣΤΡΟΝΑΥΤΑΣ ΜΕΤΑΞΥ ΗΝΩΜΕΝΩΝ ΠΟΛΙΤΕΙΩΝ ΚΑΙ ΡΩΣΣΙΑΣ: [1111, 631, 1454, 676]
- dateline: ΔΡΑΜΑ, 10. —: [921, 713, 985, 723]
- headline: Η ΕΡΓΑΤΙΚΗ ΗΓΕΣΙΑ ΘΑ ΖΗΤΗΣΗ ΠΡΩΤΗ ΤΟΝ ΕΛΕΓΧΟΝ ΕΥΘΥΣ ΩΣ ΝΟΜΟΘΕΤΗΘΗ Η ΑΠΟΦΑΣΙΣ ΤΟΥ ΠΟΘΕΝ ΕΣΧΕΣ: [566, 1708, 898, 1753]
- dateline: ΑΘΗΝΑΙ, 10. —: [13, 596, 81, 606]
- dateline: ΟΥΑΣΙΓΚΤΩΝ, 10. (Ἀσσ. Πρές). —: [1108, 80, 1258, 90]
- article-body: Ὁ ὑφυπουργὸς συγκοινωνιῶν ἐδήλωσεν ὅτι εἰς τὸ ζήτημα τοῦτο θὰ δοθῇ ἰδιαιτέρα προσοχή, ὥστε νὰ ἐξευρεθῇ ἡ ταχυτέρα λύσις, διὰ τῆς συνεργασίας τῶν ἁρμοδίων ὑπηρεσιῶν καὶ τῶν τοπικῶν ἀρχῶν. Ἐξ ἄλλου, ἀνεκοινώθη ὅτι τὰ σχετικὰ ἔργα θὰ ἐκτελεσθοῦν ἐντὸς τοῦ προσεχοῦς ἔτους, κατόπιν ἐγκρίσεως τῶν ἀπαιτουμένων πιστώσεων ὑπὸ τοῦ ὑπουργείου καὶ τῆς νομαρχίας.: [13, 830, 184, 928]
- article-body: Ὁ ὑφυπουργὸς συγκοινωνιῶν ἐδήλωσεν ὅτι εἰς τὸ ζήτημα τοῦτο θὰ δοθῇ ἰδιαιτέρα προσοχή, ὥστε νὰ ἐξευρεθῇ ἡ ταχυτέρα λύσις, διὰ τῆς συνεργασίας τῶν ἁρμοδίων ὑπηρεσιῶν καὶ τῶν τοπικῶν ἀρχῶν. Ἐξ ἄλλου, ἀνεκοινώθη ὅτι τὰ σχετικὰ ἔργα θὰ ἐκτελεσθοῦν ἐντὸς τοῦ προσεχοῦς ἔτους, κατόπιν ἐγκρίσεως τῶν ἀπαιτουμένων πιστώσεων ὑπὸ τοῦ ὑπουργείου καὶ τῆς νομαρχίας.: [921, 457, 1096, 555]
- price-row: [391, 815, 529, 825]
- article-body: Ὁ ὑφυπουργὸς συγκοινωνιῶν ἐδήλωσεν ὅτι εἰς τὸ ζήτημα τοῦτο θὰ δοθῇ ἰδιαιτέρα προσοχή, ὥστε νὰ ἐξευρεθῇ ἡ ταχυτέρα λύσις, διὰ τῆς συνεργασίας τῶν ἁρμοδίων ὑπηρεσιῶν καὶ τῶν τοπικῶν ἀρχῶν. Ἐξ ἄλλου, ἀνεκοινώθη ὅτι τὰ σχετικὰ ἔργα θὰ ἐκτελεσθοῦν ἐντὸς τοῦ προσεχοῦς ἔτους, κατόπιν ἐγκρίσεως τῶν ἀπαιτουμένων πιστώσεων ὑπὸ τοῦ ὑπουργείου καὶ τῆς νομαρχίας.: [1108, 494, 1279, 592]
- article-body: Ὁ ὑφυπουργὸς συγκοινωνιῶν ἐδήλωσεν ὅτι εἰς τὸ ζήτημα τοῦτο θὰ δοθῇ ἰδιαιτέρα προσοχή, ὥστε νὰ ἐξευρεθῇ ἡ ταχυτέρα λύσις, διὰ τῆς συνεργασίας τῶν ἁρμοδίων ὑπηρεσιῶν καὶ τῶν τοπικῶν ἀρχῶν. Ἐξ ἄλλου, ἀνεκοινώθη ὅτι τὰ σχετικὰ ἔργα θὰ ἐκτελεσθοῦν ἐντὸς τοῦ προσεχοῦς ἔτους, κατόπιν ἐγκρίσεως τῶν ἀπαιτουμένων πιστώσεων ὑπὸ τοῦ ὑπουργείου καὶ τῆς νομαρχίας.: [190, 1107, 361, 1205]
- headline: ΤΡΙΕΤΗΣ ΦΥΛΑΚΙΣΙΣ ΕΙΣ ΝΕΑΡΟΝ ΕΚ ΒΕΡΟΙΑΣ ΑΠΟΠΕΙΡΑΘΕΝΤΑ ΝΑ ΦΟΝΕΥΣΗ ΕΡΓΟΛΑΒΟΝ: [26, 1239, 347, 1294]
- headline: ΜΙΚΡΑΙ ΕΙΔΗΣΕΙΣ ΑΠΟ ΤΑΣ ΕΠΑΡΧΙΑΣ ΒΟΡ. ΕΛΛΑΔΟΣ: [20, 2117, 354, 2154]
- article-body: Ὁ ὑφυπουργὸς συγκοινωνιῶν ἐδήλωσεν ὅτι εἰς τὸ ζήτημα τοῦτο θὰ δοθῇ ἰδιαιτέρα προσοχή, ὥστε νὰ ἐξευρεθῇ ἡ ταχυτέρα λύσις, διὰ τῆς συνεργασίας τῶν ἁρμοδίων ὑπηρεσιῶν καὶ τῶν τοπικῶν ἀρχῶν. Ἐξ ἄλλου, ἀνεκοινώθη ὅτι τὰ σχετικὰ ἔργα θὰ ἐκτελεσθοῦν ἐντὸς τοῦ προσεχοῦς ἔτους, κατόπιν ἐγκρίσεως τῶν ἀπαιτουμένων πιστώσεων ὑπὸ τοῦ ὑπουργείου καὶ τῆς νομαρχίας.: [373, 465, 545, 563]
- article-body: ΑΘΗΝΑΙ, 10. — Ὁ ὑφυπουργὸς συγκοινωνιῶν κ. Ἀρβανιτάκης ἐδήλωσεν, ὅτι τὸν ἀπασχολεῖ σοβαρῶς τὸ θέμα τῆς ἐπικοινωνίας τῶν ἀπομεμακρυσμένων κοινοτήτων τῆς Ἑλληνικῆς ὑπαίθρου.: [13, 120, 184, 169]
- subheadline: ΑΠΟ ΤΗΝ ΚΑΤΕΡΙΝΗΝ: [204, 2162, 348, 2176]
- dateline: ΣΟΦΙΑ, 10. (Ρώυτερ). —: [1286, 497, 1393, 507]
- headline: ΑΠΕΣΤΑΛΗ ΠΡΟΣ ΥΠΟΓΡΑΦΗΝ ΕΙΣ ΤΟΝ ΛΕΥΚΟΝ ΟΙΚΟΝ Ο ΝΕΟΣ ΣΤΡΑΤΙΩΤΙΚΟΣ ΠΡΟΫΠΟΛΟΓΙΣΜΟΣ ΣΥΝΟΛΙΚΟΥ ΥΨΟΥΣ 17 ΔΙΣΕΚΑΤΟΜΜΥΡΙΩΝ ΔΟΛΛΑΡΙΩΝ: [1126, 11, 1439, 71]
- article-body: Ὁ ὑφυπουργὸς συγκοινωνιῶν ἐδήλωσεν ὅτι εἰς τὸ ζήτημα τοῦτο θὰ δοθῇ ἰδιαιτέρα προσοχή, ὥστε νὰ ἐξευρεθῇ ἡ ταχυτέρα λύσις, διὰ τῆς συνεργασίας τῶν ἁρμοδίων ὑπηρεσιῶν καὶ τῶν τοπικῶν ἀρχῶν. Ἐξ ἄλλου, ἀνεκοινώθη ὅτι τὰ σχετικὰ ἔργα θὰ ἐκτελεσθοῦν ἐντὸς τοῦ προσεχοῦς ἔτους, κατόπιν ἐγκρίσεως τῶν ἀπαιτουμένων πιστώσεων ὑπὸ τοῦ ὑπουργείου καὶ τῆς νομαρχίας.: [373, 1995, 545, 2094]
- price-value: 252,00—253,00: [466, 805, 529, 815]
- article-body: Ὁ ὑφυπουργὸς συγκοινωνιῶν ἐδήλωσεν ὅτι εἰς τὸ ζήτημα τοῦτο θὰ δοθῇ ἰδιαιτέρα προσοχή, ὥστε νὰ ἐξευρεθῇ ἡ ταχυτέρα λύσις, διὰ τῆς συνεργασίας τῶν ἁρμοδίων ὑπηρεσιῶν καὶ τῶν τοπικῶν ἀρχῶν. Ἐξ ἄλλου, ἀνεκοινώθη ὅτι τὰ σχετικὰ ἔργα θὰ ἐκτελεσθοῦν ἐντὸς τοῦ προσεχοῦς ἔτους, κατόπιν ἐγκρίσεως τῶν ἀπαιτουμένων πιστώσεων ὑπὸ τοῦ ὑπουργείου καὶ τῆς νομαρχίας.: [373, 1835, 545, 1934]
- price-row: [391, 795, 529, 805]
- price-coin-name: Βέλγιον: [391, 815, 424, 825]
- article-body: Ὁ ὑφυπουργὸς συγκοινωνιῶν ἐδήλωσεν ὅτι εἰς τὸ ζήτημα τοῦτο θὰ δοθῇ ἰδιαιτέρα προσοχή, ὥστε νὰ ἐξευρεθῇ ἡ ταχυτέρα λύσις, διὰ τῆς συνεργασίας τῶν ἁρμοδίων ὑπηρεσιῶν καὶ τῶν τοπικῶν ἀρχῶν. Ἐξ ἄλλου, ἀνεκοινώθη ὅτι τὰ σχετικὰ ἔργα θὰ ἐκτελεσθοῦν ἐντὸς τοῦ προσεχοῦς ἔτους, κατόπιν ἐγκρίσεως τῶν ἀπαιτουμένων πιστώσεων ὑπὸ τοῦ ὑπουργείου καὶ τῆς νομαρχίας.: [1286, 80, 1457, 178]
- headline: ΔΕΝ ΕΝΕΦΑΝΙΣΘΗ ΕΙΣΕΤΙ Ο ΚΟΜΙΣΤΗΣ ΛΑΧΝΟΥ ΟΜΟΛΟΓΙΑΣ ΔΑΝΕΙΟΥ ΚΕΡΔΙΖΟΝΤΟΣ 1.500.000: [16, 510, 358, 565]
- subheadline: ΜΕΛΕΤΑΤΑΙ Η ΤΑΧΥΤΕΡΑ ΑΝΤΙΜΕΤΩΠΙΣΙΣ ΤΟΥ ΘΕΜΑΤΟΣ: [17, 88, 357, 119]
- article-body: Ὁ ὑφυπουργὸς συγκοινωνιῶν ἐδήλωσεν ὅτι εἰς τὸ ζήτημα τοῦτο θὰ δοθῇ ἰδιαιτέρα προσοχή, ὥστε νὰ ἐξευρεθῇ ἡ ταχυτέρα λύσις, διὰ τῆς συνεργασίας τῶν ἁρμοδίων ὑπηρεσιῶν καὶ τῶν τοπικῶν ἀρχῶν. Ἐξ ἄλλου, ἀνεκοινώθη ὅτι τὰ σχετικὰ ἔργα θὰ ἐκτελεσθοῦν ἐντὸς τοῦ προσεχοῦς ἔτους, κατόπιν ἐγκρίσεως τῶν ἀπαιτουμένων πιστώσεων ὑπὸ τοῦ ὑπουργείου καὶ τῆς νομαρχίας.: [1108, 998, 1279, 1095]
- dateline: ΡΩΜΗ, 10. (Ἀσσ. Πρές). —: [921, 2128, 1039, 2139]
- headline: ΑΥΤΟΚΤΟΝΙΑ ΝΕΑΣ ΔΙ' ΑΙΣΘΗΜΑΤΙΚΟΥΣ ΛΟΓΟΥΣ: [374, 2106, 544, 2134]
- article-body: Ὁ ὑφυπουργὸς συγκοινωνιῶν ἐδήλωσεν ὅτι εἰς τὸ ζήτημα τοῦτο θὰ δοθῇ ἰδιαιτέρα προσοχή, ὥστε νὰ ἐξευρεθῇ ἡ ταχυτέρα λύσις, διὰ τῆς συνεργασίας τῶν ἁρμοδίων ὑπηρεσιῶν καὶ τῶν τοπικῶν ἀρχῶν. Ἐξ ἄλλου, ἀνεκοινώθη ὅτι τὰ σχετικὰ ἔργα θὰ ἐκτελεσθοῦν ἐντὸς τοῦ προσεχοῦς ἔτους, κατόπιν ἐγκρίσεως τῶν ἀπαιτουμένων πιστώσεων ὑπὸ τοῦ ὑπουργείου καὶ τῆς νομαρχίας.: [13, 1502, 184, 1600]
- dateline: ΛΟΝΔΙΝΟΝ, 10. (Ρώυτερ). —: [921, 1782, 1050, 1791]
- article-body: Ὁ ὑφυπουργὸς συγκοινωνιῶν ἐδήλωσεν ὅτι εἰς τὸ ζήτημα τοῦτο θὰ δοθῇ ἰδιαιτέρα προσοχή, ὥστε νὰ ἐξευρεθῇ ἡ ταχυτέρα λύσις, διὰ τῆς συνεργασίας τῶν ἁρμοδίων ὑπηρεσιῶν καὶ τῶν τοπικῶν ἀρχῶν. Ἐξ ἄλλου, ἀνεκοινώθη ὅτι τὰ σχετικὰ ἔργα θὰ ἐκτελεσθοῦν ἐντὸς τοῦ προσεχοῦς ἔτους, κατόπιν ἐγκρίσεως τῶν ἀπαιτουμένων πιστώσεων ὑπὸ τοῦ ὑπουργείου καὶ τῆς νομαρχίας.: [739, 457, 914, 555]
- subheadline: Η ΔΡΑΣΙΣ ΤΩΝ «Κ—11»: [1295, 283, 1448, 298]
- price-row: [391, 765, 529, 775]
- article-body: Ὁ ὑφυπουργὸς συγκοινωνιῶν ἐδήλωσεν ὅτι εἰς τὸ ζήτημα τοῦτο θὰ δοθῇ ἰδιαιτέρα προσοχή, ὥστε νὰ ἐξευρεθῇ ἡ ταχυτέρα λύσις, διὰ τῆς συνεργασίας τῶν ἁρμοδίων ὑπηρεσιῶν καὶ τῶν τοπικῶν ἀρχῶν. Ἐξ ἄλλου, ἀνεκοινώθη ὅτι τὰ σχετικὰ ἔργα θὰ ἐκτελεσθοῦν ἐντὸς τοῦ προσεχοῦς ἔτους, κατόπιν ἐγκρίσεως τῶν ἀπαιτουμένων πιστώσεων ὑπὸ τοῦ ὑπουργείου καὶ τῆς νομαρχίας.: [1286, 1921, 1457, 2018]
- article-body: Ὁ ὑφυπουργὸς συγκοινωνιῶν ἐδήλωσεν ὅτι εἰς τὸ ζήτημα τοῦτο θὰ δοθῇ ἰδιαιτέρα προσοχή, ὥστε νὰ ἐξευρεθῇ ἡ ταχυτέρα λύσις, διὰ τῆς συνεργασίας τῶν ἁρμοδίων ὑπηρεσιῶν καὶ τῶν τοπικῶν ἀρχῶν. Ἐξ ἄλλου, ἀνεκοινώθη ὅτι τὰ σχετικὰ ἔργα θὰ ἐκτελεσθοῦν ἐντὸς τοῦ προσεχοῦς ἔτους, κατόπιν ἐγκρίσεως τῶν ἀπαιτουμένων πιστώσεων ὑπὸ τοῦ ὑπουργείου καὶ τῆς νομαρχίας.: [557, 2074, 729, 2173]
- article-body: Ὁ ὑφυπουργὸς συγκοινωνιῶν ἐδήλωσεν ὅτι εἰς τὸ ζήτημα τοῦτο θὰ δοθῇ ἰδιαιτέρα προσοχή, ὥστε νὰ ἐξευρεθῇ ἡ ταχυτέρα λύσις, διὰ τῆς συνεργασίας τῶν ἁρμοδίων ὑπηρεσιῶν καὶ τῶν τοπικῶν ἀρχῶν. Ἐξ ἄλλου, ἀνεκοινώθη ὅτι τὰ σχετικὰ ἔργα θὰ ἐκτελεσθοῦν ἐντὸς τοῦ προσεχοῦς ἔτους, κατόπιν ἐγκρίσεως τῶν ἀπαιτουμένων πιστώσεων ὑπὸ τοῦ ὑπουργείου καὶ τῆς νομαρχίας.: [13, 1124, 184, 1222]
- article-body: Ὁ ὑφυπουργὸς συγκοινωνιῶν ἐδήλωσεν ὅτι εἰς τὸ ζήτημα τοῦτο θὰ δοθῇ ἰδιαιτέρα προσοχή, ὥστε νὰ ἐξευρεθῇ ἡ ταχυτέρα λύσις, διὰ τῆς συνεργασίας τῶν ἁρμοδίων ὑπηρεσιῶν καὶ τῶν τοπικῶν ἀρχῶν. Ἐξ ἄλλου, ἀνεκοινώθη ὅτι τὰ σχετικὰ ἔργα θὰ ἐκτελεσθοῦν ἐντὸς τοῦ προσεχοῦς ἔτους, κατόπιν ἐγκρίσεως τῶν ἀπαιτουμένων πιστώσεων ὑπὸ τοῦ ὑπουργείου καὶ τῆς νομαρχίας.: [921, 1799, 1096, 1898]
- dateline: ΘΕΣΣΑΛΟΝΙΚΗ, 10. —: [13, 812, 111, 822]
- article-body: Ὁ ὑφυπουργὸς συγκοινωνιῶν ἐδήλωσεν ὅτι εἰς τὸ ζήτημα τοῦτο θὰ δοθῇ ἰδιαιτέρα προσοχή, ὥστε νὰ ἐξευρεθῇ ἡ ταχυτέρα λύσις, διὰ τῆς συνεργασίας τῶν ἁρμοδίων ὑπηρεσιῶν καὶ τῶν τοπικῶν ἀρχῶν. Ἐξ ἄλλου, ἀνεκοινώθη ὅτι τὰ σχετικὰ ἔργα θὰ ἐκτελεσθοῦν ἐντὸς τοῦ προσεχοῦς ἔτους, κατόπιν ἐγκρίσεως τῶν ἀπαιτουμένων πιστώσεων ὑπὸ τοῦ ὑπουργείου καὶ τῆς νομαρχίας.: [373, 1668, 545, 1766]
- dateline: ΚΑΤΕΡΙΝΗ, 10. —: [190, 2185, 270, 2196]
- article-body: Ὁ ὑφυπουργὸς συγκοινωνιῶν ἐδήλωσεν ὅτι εἰς τὸ ζήτημα τοῦτο θὰ δοθῇ ἰδιαιτέρα προσοχή, ὥστε νὰ ἐξευρεθῇ ἡ ταχυτέρα λύσις, διὰ τῆς συνεργασίας τῶν ἁρμοδίων ὑπηρεσιῶν καὶ τῶν τοπικῶν ἀρχῶν. Ἐξ ἄλλου, ἀνεκοινώθη ὅτι τὰ σχετικὰ ἔργα θὰ ἐκτελεσθοῦν ἐντὸς τοῦ προσεχοῦς ἔτους, κατόπιν ἐγκρίσεως τῶν ἀπαιτουμένων πιστώσεων ὑπὸ τοῦ ὑπουργείου καὶ τῆς νομαρχίας.: [190, 812, 361, 911]
- article-body: Ὁ ὑφυπουργὸς συγκοινωνιῶν ἐδήλωσεν ὅτι εἰς τὸ ζήτημα τοῦτο θὰ δοθῇ ἰδιαιτέρα προσοχή, ὥστε νὰ ἐξευρεθῇ ἡ ταχυτέρα λύσις, διὰ τῆς συνεργασίας τῶν ἁρμοδίων ὑπηρεσιῶν καὶ τῶν τοπικῶν ἀρχῶν. Ἐξ ἄλλου, ἀνεκοινώθη ὅτι τὰ σχετικὰ ἔργα θὰ ἐκτελεσθοῦν ἐντὸς τοῦ προσεχοῦς ἔτους, κατόπιν ἐγκρίσεως τῶν ἀπαιτουμένων πιστώσεων ὑπὸ τοῦ ὑπουργείου καὶ τῆς νομαρχίας.: [557, 1886, 729, 1984]
- article-body: Ὁ ὑφυπουργὸς συγκοινωνιῶν ἐδήλωσεν ὅτι εἰς τὸ ζήτημα τοῦτο θὰ δοθῇ ἰδιαιτέρα προσοχή, ὥστε νὰ ἐξευρεθῇ ἡ ταχυτέρα λύσις, διὰ τῆς συνεργασίας τῶν ἁρμοδίων ὑπηρεσιῶν καὶ τῶν τοπικῶν ἀρχῶν. Ἐξ ἄλλου, ἀνεκοινώθη ὅτι τὰ σχετικὰ ἔργα θὰ ἐκτελεσθοῦν ἐντὸς τοῦ προσεχοῦς ἔτους, κατόπιν ἐγκρίσεως τῶν ἀπαιτουμένων πιστώσεων ὑπὸ τοῦ ὑπουργείου καὶ τῆς νομαρχίας.: [1108, 1765, 1279, 1862]
- headline: Η ΜΑΝΤΥ ΝΤΑΙΗΒΙΣ ΑΠΟΔΙΔΕΙ ΤΗΝ ΑΠΕΛΑΣΙΝ ΕΙΣ ΤΗΝ ΖΗΛΕΙΑΝ ΤΟΥΡΚΙΣΣΩΝ ΓΕΡΟΝΤΟΚΟΡΩΝ: [1114, 2054, 1452, 2099]
- article-body: Ὁ ὑφυπουργὸς συγκοινωνιῶν ἐδήλωσεν ὅτι εἰς τὸ ζήτημα τοῦτο θὰ δοθῇ ἰδιαιτέρα προσοχή, ὥστε νὰ ἐξευρεθῇ ἡ ταχυτέρα λύσις, διὰ τῆς συνεργασίας τῶν ἁρμοδίων ὑπηρεσιῶν καὶ τῶν τοπικῶν ἀρχῶν. Ἐξ ἄλλου, ἀνεκοινώθη ὅτι τὰ σχετικὰ ἔργα θὰ ἐκτελεσθοῦν ἐντὸς τοῦ προσεχοῦς ἔτους, κατόπιν ἐγκρίσεως τῶν ἀπαιτουμένων πιστώσεων ὑπὸ τοῦ ὑπουργείου καὶ τῆς νομαρχίας.: [1286, 792, 1457, 890]
- article-body: Ὁ ὑφυπουργὸς συγκοινωνιῶν ἐδήλωσεν ὅτι εἰς τὸ ζήτημα τοῦτο θὰ δοθῇ ἰδιαιτέρα προσοχή, ὥστε νὰ ἐξευρεθῇ ἡ ταχυτέρα λύσις, διὰ τῆς συνεργασίας τῶν ἁρμοδίων ὑπηρεσιῶν καὶ τῶν τοπικῶν ἀρχῶν. Ἐξ ἄλλου, ἀνεκοινώθη ὅτι τὰ σχετικὰ ἔργα θὰ ἐκτελεσθοῦν ἐντὸς τοῦ προσεχοῦς ἔτους, κατόπιν ἐγκρίσεως τῶν ἀπαιτουμένων πιστώσεων ὑπὸ τοῦ ὑπουργείου καὶ τῆς νομαρχίας.: [190, 378, 361, 476]
- headline: 300.50 ΔΡΧ. Η ΧΡΥΣΗ ΛΙΡΑ ΕΙΣ ΤΗΝ ΘΕΣΣΑΛΟΝΙΚΗΝ ΚΑΙ 299.50 ΔΡΧ. ΕΙΣ ΑΘΗΝΑΣ: [375, 576, 543, 630]
- dateline: ΛΟΝΔΙΝΟΝ, 10. (Ρώυτερ). —: [1108, 2108, 1237, 2118]
- headline: ΚΑΡΧΑΡΙΑΣ 50 ΚΙΛΩΝ ΗΛΙΕΥΘΗ ΕΙΣ ΤΗΝ ΜΕΣΣΗΝΙΑΚΟΝ: [387, 1440, 531, 1481]
- headline: ΣΟΒΑΡΩΣ ΑΠΑΣΧΟΛΕΙ ΤΟΝ ΥΦΥΠΟΥΡΓΟΝ ΣΥΓΚΟΙΝΩΝΙΩΝ Η ΕΠΙΚΟΙΝΩΝΙΑ ΤΩΝ ΑΠΟΜΕΜΑΚΡΥΣΜΕΝΩΝ ΚΟΙΝΟΤΗΤΩΝ: [19, 10, 355, 83]
- lead-title-line-3: ΚΑΤΑ ΤΗΝ ΩΡΑΝ ΤΗΣ ΚΗΔΕΙΑΣ: [578, 171, 1075, 254]
- article-body: Ὁ ὑφυπουργὸς συγκοινωνιῶν ἐδήλωσεν ὅτι εἰς τὸ ζήτημα τοῦτο θὰ δοθῇ ἰδιαιτέρα προσοχή, ὥστε νὰ ἐξευρεθῇ ἡ ταχυτέρα λύσις, διὰ τῆς συνεργασίας τῶν ἁρμοδίων ὑπηρεσιῶν καὶ τῶν τοπικῶν ἀρχῶν. Ἐξ ἄλλου, ἀνεκοινώθη ὅτι τὰ σχετικὰ ἔργα θὰ ἐκτελεσθοῦν ἐντὸς τοῦ προσεχοῦς ἔτους, κατόπιν ἐγκρίσεως τῶν ἀπαιτουμένων πιστώσεων ὑπὸ τοῦ ὑπουργείου καὶ τῆς νομαρχίας.: [190, 2351, 361, 2449]
- article-body: Ὁ ὑφυπουργὸς συγκοινωνιῶν ἐδήλωσεν ὅτι εἰς τὸ ζήτημα τοῦτο θὰ δοθῇ ἰδιαιτέρα προσοχή, ὥστε νὰ ἐξευρεθῇ ἡ ταχυτέρα λύσις, διὰ τῆς συνεργασίας τῶν ἁρμοδίων ὑπηρεσιῶν καὶ τῶν τοπικῶν ἀρχῶν. Ἐξ ἄλλου, ἀνεκοινώθη ὅτι τὰ σχετικὰ ἔργα θὰ ἐκτελεσθοῦν ἐντὸς τοῦ προσεχοῦς ἔτους, κατόπιν ἐγκρίσεως τῶν ἀπαιτουμένων πιστώσεων ὑπὸ τοῦ ὑπουργείου καὶ τῆς νομαρχίας.: [921, 584, 1096, 682]
- article-body: Ὁ ὑφυπουργὸς συγκοινωνιῶν ἐδήλωσεν ὅτι εἰς τὸ ζήτημα τοῦτο θὰ δοθῇ ἰδιαιτέρα προσοχή, ὥστε νὰ ἐξευρεθῇ ἡ ταχυτέρα λύσις, διὰ τῆς συνεργασίας τῶν ἁρμοδίων ὑπηρεσιῶν καὶ τῶν τοπικῶν ἀρχῶν. Ἐξ ἄλλου, ἀνεκοινώθη ὅτι τὰ σχετικὰ ἔργα θὰ ἐκτελεσθοῦν ἐντὸς τοῦ προσεχοῦς ἔτους, κατόπιν ἐγκρίσεως τῶν ἀπαιτουμένων πιστώσεων ὑπὸ τοῦ ὑπουργείου καὶ τῆς νομαρχίας.: [921, 1439, 1096, 1538]
- dateline: ΑΘΗΝΑΙ, 10. —: [373, 447, 441, 457]
- headline: Η «ΜΟΜΠΙΛ Ο'ΓΙΛ» ΕΜΕΙΩΣΕ ΤΗΝ ΤΙΜΗΝ ΤΟΥ ΠΕΤΡΕΛΑΙΟΥ ΤΟΥ ΠΩΛΟΥΜΕΝΟΥ ΕΙΣ ΤΑ ΑΛΙΕΥΤΙΚΑ ΣΚΑΦΗ ΤΗΣ ΡΟΔΟΥ: [18, 1051, 356, 1096]
- lead-subtitle: Ἀντιπροσωπεῖαι τοῦ δήμου, τῆς περιφερειακῆς ἐπιτροπῆς τοῦ κόμματος φιλελευθέρων, σωματείων καὶ ὀργανώσεων τῆς Θεσσαλονίκης, ἀναχωροῦν δι' Ἀθήνας: [571, 259, 1081, 354]
- article-body: Ὁ ὑφυπουργὸς συγκοινωνιῶν ἐδήλωσεν ὅτι εἰς τὸ ζήτημα τοῦτο θὰ δοθῇ ἰδιαιτέρα προσοχή, ὥστε νὰ ἐξευρεθῇ ἡ ταχυτέρα λύσις, διὰ τῆς συνεργασίας τῶν ἁρμοδίων ὑπηρεσιῶν καὶ τῶν τοπικῶν ἀρχῶν. Ἐξ ἄλλου, ἀνεκοινώθη ὅτι τὰ σχετικὰ ἔργα θὰ ἐκτελεσθοῦν ἐντὸς τοῦ προσεχοῦς ἔτους, κατόπιν ἐγκρίσεως τῶν ἀπαιτουμένων πιστώσεων ὑπὸ τοῦ ὑπουργείου καὶ τῆς νομαρχίας.: [1108, 97, 1279, 196]
- article-body: Ὁ ὑφυπουργὸς συγκοινωνιῶν ἐδήλωσεν ὅτι εἰς τὸ ζήτημα τοῦτο θὰ δοθῇ ἰδιαιτέρα προσοχή, ὥστε νὰ ἐξευρεθῇ ἡ ταχυτέρα λύσις, διὰ τῆς συνεργασίας τῶν ἁρμοδίων ὑπηρεσιῶν καὶ τῶν τοπικῶν ἀρχῶν. Ἐξ ἄλλου, ἀνεκοινώθη ὅτι τὰ σχετικὰ ἔργα θὰ ἐκτελεσθοῦν ἐντὸς τοῦ προσεχοῦς ἔτους, κατόπιν ἐγκρίσεως τῶν ἀπαιτουμένων πιστώσεων ὑπὸ τοῦ ὑπουργείου καὶ τῆς νομαρχίας.: [557, 778, 732, 875]
- article-body: Ὁ ὑφυπουργὸς συγκοινωνιῶν ἐδήλωσεν ὅτι εἰς τὸ ζήτημα τοῦτο θὰ δοθῇ ἰδιαιτέρα προσοχή, ὥστε νὰ ἐξευρεθῇ ἡ ταχυτέρα λύσις, διὰ τῆς συνεργασίας τῶν ἁρμοδίων ὑπηρεσιῶν καὶ τῶν τοπικῶν ἀρχῶν. Ἐξ ἄλλου, ἀνεκοινώθη ὅτι τὰ σχετικὰ ἔργα θὰ ἐκτελεσθοῦν ἐντὸς τοῦ προσεχοῦς ἔτους, κατόπιν ἐγκρίσεως τῶν ἀπαιτουμένων πιστώσεων ὑπὸ τοῦ ὑπουργείου καὶ τῆς νομαρχίας.: [1286, 1747, 1457, 1845]
- gold-price-table: [391, 765, 545, 836]
- article-body: Ὁ ὑφυπουργὸς συγκοινωνιῶν ἐδήλωσεν ὅτι εἰς τὸ ζήτημα τοῦτο θὰ δοθῇ ἰδιαιτέρα προσοχή, ὥστε νὰ ἐξευρεθῇ ἡ ταχυτέρα λύσις, διὰ τῆς συνεργασίας τῶν ἁρμοδίων ὑπηρεσιῶν καὶ τῶν τοπικῶν ἀρχῶν. Ἐξ ἄλλου, ἀνεκοινώθη ὅτι τὰ σχετικὰ ἔργα θὰ ἐκτελεσθοῦν ἐντὸς τοῦ προσεχοῦς ἔτους, κατόπιν ἐγκρίσεως τῶν ἀπαιτουμένων πιστώσεων ὑπὸ τοῦ ὑπουργείου καὶ τῆς νομαρχίας.: [739, 562, 914, 661]
- article-body: Ὁ ὑφυπουργὸς συγκοινωνιῶν ἐδήλωσεν ὅτι εἰς τὸ ζήτημα τοῦτο θὰ δοθῇ ἰδιαιτέρα προσοχή, ὥστε νὰ ἐξευρεθῇ ἡ ταχυτέρα λύσις, διὰ τῆς συνεργασίας τῶν ἁρμοδίων ὑπηρεσιῶν καὶ τῶν τοπικῶν ἀρχῶν. Ἐξ ἄλλου, ἀνεκοινώθη ὅτι τὰ σχετικὰ ἔργα θὰ ἐκτελεσθοῦν ἐντὸς τοῦ προσεχοῦς ἔτους, κατόπιν ἐγκρίσεως τῶν ἀπαιτουμένων πιστώσεων ὑπὸ τοῦ ὑπουργείου καὶ τῆς νομαρχίας.: [373, 862, 545, 960]
- article-body: Ὁ ὑφυπουργὸς συγκοινωνιῶν ἐδήλωσεν ὅτι εἰς τὸ ζήτημα τοῦτο θὰ δοθῇ ἰδιαιτέρα προσοχή, ὥστε νὰ ἐξευρεθῇ ἡ ταχυτέρα λύσις, διὰ τῆς συνεργασίας τῶν ἁρμοδίων ὑπηρεσιῶν καὶ τῶν τοπικῶν ἀρχῶν. Ἐξ ἄλλου, ἀνεκοινώθη ὅτι τὰ σχετικὰ ἔργα θὰ ἐκτελεσθοῦν ἐντὸς τοῦ προσεχοῦς ἔτους, κατόπιν ἐγκρίσεως τῶν ἀπαιτουμένων πιστώσεων ὑπὸ τοῦ ὑπουργείου καὶ τῆς νομαρχίας.: [13, 614, 184, 712]
- article-body: Ὁ ὑφυπουργὸς συγκοινωνιῶν ἐδήλωσεν ὅτι εἰς τὸ ζήτημα τοῦτο θὰ δοθῇ ἰδιαιτέρα προσοχή, ὥστε νὰ ἐξευρεθῇ ἡ ταχυτέρα λύσις, διὰ τῆς συνεργασίας τῶν ἁρμοδίων ὑπηρεσιῶν καὶ τῶν τοπικῶν ἀρχῶν. Ἐξ ἄλλου, ἀνεκοινώθη ὅτι τὰ σχετικὰ ἔργα θὰ ἐκτελεσθοῦν ἐντὸς τοῦ προσεχοῦς ἔτους, κατόπιν ἐγκρίσεως τῶν ἀπαιτουμένων πιστώσεων ὑπὸ τοῦ ὑπουργείου καὶ τῆς νομαρχίας.: [557, 1486, 729, 1584]
- dateline: ΘΕΣΣΑΛΟΝΙΚΗ, 10. —: [373, 640, 471, 650]
- headline: ΟΥΣΙΩΔΩΣ ΗΥΞΗΜΕΝΟΝ ΤΟ ΚΟΝΔΥΛΙΟΝ ΔΙΑ ΤΗΝ ΣΥΝΤΗΡΗΣΙΝ ΤΩΝ ΣΧΟΛΙΚΩΝ ΚΤΙΡΙΩΝ: [378, 10, 540, 64]
- article-body: Ὁ ὑφυπουργὸς συγκοινωνιῶν ἐδήλωσεν ὅτι εἰς τὸ ζήτημα τοῦτο θὰ δοθῇ ἰδιαιτέρα προσοχή, ὥστε νὰ ἐξευρεθῇ ἡ ταχυτέρα λύσις, διὰ τῆς συνεργασίας τῶν ἁρμοδίων ὑπηρεσιῶν καὶ τῶν τοπικῶν ἀρχῶν. Ἐξ ἄλλου, ἀνεκοινώθη ὅτι τὰ σχετικὰ ἔργα θὰ ἐκτελεσθοῦν ἐντὸς τοῦ προσεχοῦς ἔτους, κατόπιν ἐγκρίσεως τῶν ἀπαιτουμένων πιστώσεων ὑπὸ τοῦ ὑπουργείου καὶ τῆς νομαρχίας.: [735, 1763, 908, 1861]
- subheadline: ΑΠΕΦΑΣΙΣΘΗ ΚΑΤΑΣΚΕΥΗ ΟΔΩΝ ΚΑΙ ΓΕΦΥΡΩΝ: [15, 353, 359, 369]
- headline: ΛΙΑΝ ΑΝΗΣΥΧΗΤΙΚΗΝ ΑΥΞΗΣΙΝ ΠΑΡΟΥΣΙΑΖΕΙ Ο ΑΡΙΘΜΟΣ ΤΩΝ ΑΝΕΡΓΩΝ ΕΙΣ ΗΝ. ΠΟΛΙΤΕΙΑΣ: [1111, 1880, 1453, 1911]
- article-body: Ὁ ὑφυπουργὸς συγκοινωνιῶν ἐδήλωσεν ὅτι εἰς τὸ ζήτημα τοῦτο θὰ δοθῇ ἰδιαιτέρα προσοχή, ὥστε νὰ ἐξευρεθῇ ἡ ταχυτέρα λύσις, διὰ τῆς συνεργασίας τῶν ἁρμοδίων ὑπηρεσιῶν καὶ τῶν τοπικῶν ἀρχῶν. Ἐξ ἄλλου, ἀνεκοινώθη ὅτι τὰ σχετικὰ ἔργα θὰ ἐκτελεσθοῦν ἐντὸς τοῦ προσεχοῦς ἔτους, κατόπιν ἐγκρίσεως τῶν ἀπαιτουμένων πιστώσεων ὑπὸ τοῦ ὑπουργείου καὶ τῆς νομαρχίας.: [735, 1868, 908, 1967]
- dateline: ΚΑΒΑΛΑ, 10. —: [373, 267, 441, 277]
- article-body: Ὁ ὑφυπουργὸς συγκοινωνιῶν ἐδήλωσεν ὅτι εἰς τὸ ζήτημα τοῦτο θὰ δοθῇ ἰδιαιτέρα προσοχή, ὥστε νὰ ἐξευρεθῇ ἡ ταχυτέρα λύσις, διὰ τῆς συνεργασίας τῶν ἁρμοδίων ὑπηρεσιῶν καὶ τῶν τοπικῶν ἀρχῶν. Ἐξ ἄλλου, ἀνεκοινώθη ὅτι τὰ σχετικὰ ἔργα θὰ ἐκτελεσθοῦν ἐντὸς τοῦ προσεχοῦς ἔτους, κατόπιν ἐγκρίσεως τῶν ἀπαιτουμένων πιστώσεων ὑπὸ τοῦ ὑπουργείου καὶ τῆς νομαρχίας.: [13, 1999, 184, 2097]
- dateline: ΒΙΕΝΝΗ, 10. (Ρώυτερ). —: [1108, 475, 1224, 485]
- headline: ΑΝΤΙΚΟΜΜΟΥΝΙΣΤΙΚΗ ΟΡΓΑΝΩΣΙΣ ΤΩΝ ΣΛΟΒΕΝΩΝ ΑΝΕΚΑΛΥΦΘΗ ΚΑΙ ΕΞΗΡΘΡΩΘΗ ΥΠΟ ΤΗΣ ΑΣΤΥΝΟΜΙΑΣ: [1123, 1114, 1442, 1159]
- article-body: Ὁ ὑφυπουργὸς συγκοινωνιῶν ἐδήλωσεν ὅτι εἰς τὸ ζήτημα τοῦτο θὰ δοθῇ ἰδιαιτέρα προσοχή, ὥστε νὰ ἐξευρεθῇ ἡ ταχυτέρα λύσις, διὰ τῆς συνεργασίας τῶν ἁρμοδίων ὑπηρεσιῶν καὶ τῶν τοπικῶν ἀρχῶν. Ἐξ ἄλλου, ἀνεκοινώθη ὅτι τὰ σχετικὰ ἔργα θὰ ἐκτελεσθοῦν ἐντὸς τοῦ προσεχοῦς ἔτους, κατόπιν ἐγκρίσεως τῶν ἀπαιτουμένων πιστώσεων ὑπὸ τοῦ ὑπουργείου καὶ τῆς νομαρχίας.: [921, 1980, 1096, 2078]
- article-body: Ὁ ὑφυπουργὸς συγκοινωνιῶν ἐδήλωσεν ὅτι εἰς τὸ ζήτημα τοῦτο θὰ δοθῇ ἰδιαιτέρα προσοχή, ὥστε νὰ ἐξευρεθῇ ἡ ταχυτέρα λύσις, διὰ τῆς συνεργασίας τῶν ἁρμοδίων ὑπηρεσιῶν καὶ τῶν τοπικῶν ἀρχῶν. Ἐξ ἄλλου, ἀνεκοινώθη ὅτι τὰ σχετικὰ ἔργα θὰ ἐκτελεσθοῦν ἐντὸς τοῦ προσεχοῦς ἔτους, κατόπιν ἐγκρίσεως τῶν ἀπαιτουμένων πιστώσεων ὑπὸ τοῦ ὑπουργείου καὶ τῆς νομαρχίας.: [373, 1169, 545, 1267]
- headline: Ο ΚΛΑΙΫ ΘΑ ΥΠΟΒΛΗΘΗ ΕΙΣ ΝΕΑΝ ΕΞΕΤΑΣΙΝ ΠΡΟΚΕΙΜΕΝΟΥ ΝΑ ΚΑΤΑΤΑΓΗ ΕΙΣ ΤΟΝ ΣΤΡΑΤΟΝ: [1118, 1692, 1447, 1737]
- article-body: Ὁ ὑφυπουργὸς συγκοινωνιῶν ἐδήλωσεν ὅτι εἰς τὸ ζήτημα τοῦτο θὰ δοθῇ ἰδιαιτέρα προσοχή, ὥστε νὰ ἐξευρεθῇ ἡ ταχυτέρα λύσις, διὰ τῆς συνεργασίας τῶν ἁρμοδίων ὑπηρεσιῶν καὶ τῶν τοπικῶν ἀρχῶν. Ἐξ ἄλλου, ἀνεκοινώθη ὅτι τὰ σχετικὰ ἔργα θὰ ἐκτελεσθοῦν ἐντὸς τοῦ προσεχοῦς ἔτους, κατόπιν ἐγκρίσεως τῶν ἀπαιτουμένων πιστώσεων ὑπὸ τοῦ ὑπουργείου καὶ τῆς νομαρχίας.: [921, 1619, 1096, 1718]
- article-body: Ὁ ὑφυπουργὸς συγκοινωνιῶν ἐδήλωσεν ὅτι εἰς τὸ ζήτημα τοῦτο θὰ δοθῇ ἰδιαιτέρα προσοχή, ὥστε νὰ ἐξευρεθῇ ἡ ταχυτέρα λύσις, διὰ τῆς συνεργασίας τῶν ἁρμοδίων ὑπηρεσιῶν καὶ τῶν τοπικῶν ἀρχῶν. Ἐξ ἄλλου, ἀνεκοινώθη ὅτι τὰ σχετικὰ ἔργα θὰ ἐκτελεσθοῦν ἐντὸς τοῦ προσεχοῦς ἔτους, κατόπιν ἐγκρίσεως τῶν ἀπαιτουμένων πιστώσεων ὑπὸ τοῦ ὑπουργείου καὶ τῆς νομαρχίας.: [13, 1893, 184, 1992]
- subheadline: ΤΑ ΨΗΦΙΣΜΑΤΑ: [593, 755, 695, 770]
- subheadline: ΤΟΥ ΔΗΜΟΤΙΚΟΥ ΣΥΜΒΟΥΛΙΟΥ ΚΑΣΤΟΡΙΑΣ: [924, 422, 1093, 449]
- dateline: ΑΘΗΝΑΙ, 10. —: [373, 74, 441, 84]
- subheadline: ΔΕΗΣΙΣ ΕΙΣ ΦΛΩΡΙΝΑΝ: [933, 835, 1083, 850]
- dateline: ΑΘΗΝΑΙ, 10. —: [373, 1817, 441, 1827]
- article-body: Ὁ ὑφυπουργὸς συγκοινωνιῶν ἐδήλωσεν ὅτι εἰς τὸ ζήτημα τοῦτο θὰ δοθῇ ἰδιαιτέρα προσοχή, ὥστε νὰ ἐξευρεθῇ ἡ ταχυτέρα λύσις, διὰ τῆς συνεργασίας τῶν ἁρμοδίων ὑπηρεσιῶν καὶ τῶν τοπικῶν ἀρχῶν. Ἐξ ἄλλου, ἀνεκοινώθη ὅτι τὰ σχετικὰ ἔργα θὰ ἐκτελεσθοῦν ἐντὸς τοῦ προσεχοῦς ἔτους, κατόπιν ἐγκρίσεως τῶν ἀπαιτουμένων πιστώσεων ὑπὸ τοῦ ὑπουργείου καὶ τῆς νομαρχίας.: [557, 1592, 729, 1690]
- price-coin-name: Κάνκασος: [391, 774, 433, 784]
- article-body: Ὁ ὑφυπουργὸς συγκοινωνιῶν ἐδήλωσεν ὅτι εἰς τὸ ζήτημα τοῦτο θὰ δοθῇ ἰδιαιτέρα προσοχή, ὥστε νὰ ἐξευρεθῇ ἡ ταχυτέρα λύσις, διὰ τῆς συνεργασίας τῶν ἁρμοδίων ὑπηρεσιῶν καὶ τῶν τοπικῶν ἀρχῶν. Ἐξ ἄλλου, ἀνεκοινώθη ὅτι τὰ σχετικὰ ἔργα θὰ ἐκτελεσθοῦν ἐντὸς τοῦ προσεχοῦς ἔτους, κατόπιν ἐγκρίσεως τῶν ἀπαιτουμένων πιστώσεων ὑπὸ τοῦ ὑπουργείου καὶ τῆς νομαρχίας.: [1108, 1370, 1279, 1468]
- article-body: Ὁ ὑφυπουργὸς συγκοινωνιῶν ἐδήλωσεν ὅτι εἰς τὸ ζήτημα τοῦτο θὰ δοθῇ ἰδιαιτέρα προσοχή, ὥστε νὰ ἐξευρεθῇ ἡ ταχυτέρα λύσις, διὰ τῆς συνεργασίας τῶν ἁρμοδίων ὑπηρεσιῶν καὶ τῶν τοπικῶν ἀρχῶν. Ἐξ ἄλλου, ἀνεκοινώθη ὅτι τὰ σχετικὰ ἔργα θὰ ἐκτελεσθοῦν ἐντὸς τοῦ προσεχοῦς ἔτους, κατόπιν ἐγκρίσεως τῶν ἀπαιτουμένων πιστώσεων ὑπὸ τοῦ ὑπουργείου καὶ τῆς νομαρχίας.: [373, 1009, 545, 1107]
- article-body: Ὁ ὑφυπουργὸς συγκοινωνιῶν ἐδήλωσεν ὅτι εἰς τὸ ζήτημα τοῦτο θὰ δοθῇ ἰδιαιτέρα προσοχή, ὥστε νὰ ἐξευρεθῇ ἡ ταχυτέρα λύσις, διὰ τῆς συνεργασίας τῶν ἁρμοδίων ὑπηρεσιῶν καὶ τῶν τοπικῶν ἀρχῶν. Ἐξ ἄλλου, ἀνεκοινώθη ὅτι τὰ σχετικὰ ἔργα θὰ ἐκτελεσθοῦν ἐντὸς τοῦ προσεχοῦς ἔτους, κατόπιν ἐγκρίσεως τῶν ἀπαιτουμένων πιστώσεων ὑπὸ τοῦ ὑπουργείου καὶ τῆς νομαρχίας.: [190, 918, 361, 1016]
- article-body: Ὁ ὑφυπουργὸς συγκοινωνιῶν ἐδήλωσεν ὅτι εἰς τὸ ζήτημα τοῦτο θὰ δοθῇ ἰδιαιτέρα προσοχή, ὥστε νὰ ἐξευρεθῇ ἡ ταχυτέρα λύσις, διὰ τῆς συνεργασίας τῶν ἁρμοδίων ὑπηρεσιῶν καὶ τῶν τοπικῶν ἀρχῶν. Ἐξ ἄλλου, ἀνεκοινώθη ὅτι τὰ σχετικὰ ἔργα θὰ ἐκτελεσθοῦν ἐντὸς τοῦ προσεχοῦς ἔτους, κατόπιν ἐγκρίσεως τῶν ἀπαιτουμένων πιστώσεων ὑπὸ τοῦ ὑπουργείου καὶ τῆς νομαρχίας.: [190, 128, 361, 226]
- subheadline: ΤΟΥ ΠΑΤΡΙΩΤΙΚΟΥ ΙΔΡΥΜΑΤΟΣ: [765, 422, 888, 449]
- dateline: ΚΑΛΑΜΑΤΑ, 10. —: [373, 1491, 456, 1501]
- headline: ΕΠΕΣΗΜΑΝΘΗ ΤΟ ΑΓΝΟΟΥΜΕΝΟΝ ΞΕΡΒΙΚΟΝ ΠΛΟΙΟΝ: [396, 1280, 522, 1322]
- article-body: Ὁ ὑφυπουργὸς συγκοινωνιῶν ἐδήλωσεν ὅτι εἰς τὸ ζήτημα τοῦτο θὰ δοθῇ ἰδιαιτέρα προσοχή, ὥστε νὰ ἐξευρεθῇ ἡ ταχυτέρα λύσις, διὰ τῆς συνεργασίας τῶν ἁρμοδίων ὑπηρεσιῶν καὶ τῶν τοπικῶν ἀρχῶν. Ἐξ ἄλλου, ἀνεκοινώθη ὅτι τὰ σχετικὰ ἔργα θὰ ἐκτελεσθοῦν ἐντὸς τοῦ προσεχοῦς ἔτους, κατόπιν ἐγκρίσεως τῶν ἀπαιτουμένων πιστώσεων ὑπὸ τοῦ ὑπουργείου καὶ τῆς νομαρχίας.: [735, 1469, 908, 1566]
- subheadline: ΕΧΘΡΟΙ ΑΙ ΣΥΝΟΜΙΛΙΑΙ: [1295, 472, 1449, 487]
- dateline: ΟΥΑΣΙΓΚΤΩΝ, 10. (Ἀσσ. Πρές). —: [1108, 1920, 1258, 1930]
- price-coin-name: Ρεσόν: [391, 825, 416, 835]
- subheadline: ΕΙΣ ΤΑΣ ΑΘΗΝΑΣ: [403, 840, 514, 855]
- dateline: ΜΑΪΑΜΙ, Φλώριδα, 10. (Ἀσσ. Πρές). —: [1108, 1540, 1269, 1568]
- center-column: [551, 6, 1102, 2353]
- headline: ΠΑΡΑΚΟΛΟΥΘΟΥΝΤΑΙ ΑΙ ΕΚΠΟΜΠΑΙ ΤΟΥ ΣΤΑΘΜΟΥ ΤΗΣ ΡΟΔΟΥ: [378, 396, 540, 437]
- headline: ΠΡΟΘΕΣΜΙΑ ΔΙ ΕΚΤΕΛΕΣΙΝ ΑΕΡΟΛΙΜΕΝΙΚΩΝ ΕΡΓΩΝ: [378, 1947, 540, 1988]
- price-coin-name: Ἐλβετίας: [391, 784, 429, 794]
- article-body: Ὁ ὑφυπουργὸς συγκοινωνιῶν ἐδήλωσεν ὅτι εἰς τὸ ζήτημα τοῦτο θὰ δοθῇ ἰδιαιτέρα προσοχή, ὥστε νὰ ἐξευρεθῇ ἡ ταχυτέρα λύσις, διὰ τῆς συνεργασίας τῶν ἁρμοδίων ὑπηρεσιῶν καὶ τῶν τοπικῶν ἀρχῶν. Ἐξ ἄλλου, ἀνεκοινώθη ὅτι τὰ σχετικὰ ἔργα θὰ ἐκτελεσθοῦν ἐντὸς τοῦ προσεχοῦς ἔτους, κατόπιν ἐγκρίσεως τῶν ἀπαιτουμένων πιστώσεων ὑπὸ τοῦ ὑπουργείου καὶ τῆς νομαρχίας.: [13, 1607, 184, 1706]
- price-value: 300,50—300,50: [466, 764, 529, 774]
- article-body: Ὁ ὑφυπουργὸς συγκοινωνιῶν ἐδήλωσεν ὅτι εἰς τὸ ζήτημα τοῦτο θὰ δοθῇ ἰδιαιτέρα προσοχή, ὥστε νὰ ἐξευρεθῇ ἡ ταχυτέρα λύσις, διὰ τῆς συνεργασίας τῶν ἁρμοδίων ὑπηρεσιῶν καὶ τῶν τοπικῶν ἀρχῶν. Ἐξ ἄλλου, ἀνεκοινώθη ὅτι τὰ σχετικὰ ἔργα θὰ ἐκτελεσθοῦν ἐντὸς τοῦ προσεχοῦς ἔτους, κατόπιν ἐγκρίσεως τῶν ἀπαιτουμένων πιστώσεων ὑπὸ τοῦ ὑπουργείου καὶ τῆς νομαρχίας.: [1286, 1169, 1457, 1267]
- headline: ΔΕΚΤΗ Η ΠΑΡΑΙΤΗΣΙΣ ΤΟΥ Κ. ΔΗΜΟΠΟΥΛΟΥ: [385, 2253, 533, 2281]
- headline: ΒΟΥΛΓΑΡΙΚΗ ΑΠΟΣΤΟΛΗ ΥΠΟ ΤΟΝ Κ. ΖΙΒΚΩΦ ΕΦΘΑΣΕΝ ΕΙΣ ΤΗΝ ΟΥΓΓΡΙΚΗΝ ΠΡΩΤΕΥΟΥΣΑΝ ΚΑΙ ΗΡΧΙΣΕ ΣΥΝΟΜΙΛΙΑΣ ΜΕΤΑ ΤΟΥ Κ. ΚΑΝΤΑΡ: [1108, 421, 1457, 466]
- price-row: [391, 785, 529, 795]
- headline: ΚΑΤΕΜΝΗΝΥΘΗΣΑΝ ΔΙΟΤΙ ΕΚΑΚΟΠΟΙΗΣΑΝ ΕΝΑ ΠΕΝΤΑΕΤΗ: [385, 1120, 533, 1162]
- subheadline: Ο Κ. ΖΙΓΔΗΣ ΔΙΕΤΑΞΕ ΛΗΨΙΝ ΕΙΔΙΚΩΝ ΜΕΤΡΩΝ: [565, 1421, 899, 1458]
- dateline: ΟΥΑΣΙΓΚΤΩΝ, 10. (Ἀσσ. Πρές). —: [1108, 980, 1258, 990]
- column-1: [7, 6, 368, 2449]
- headline: ΗΥΞΗΜΕΝΗ Η ΤΙΜΗ ΤΗΣ ΡΗΤΙΝΗΣ: [379, 1779, 538, 1808]
- headline: ΣΚΑΘΕΝ ΑΥΤΟΚΙΝΗΤΟΝ: [380, 2400, 537, 2414]
- lead-section-heading: ΨΗΦΙΣΜΑΤΑ ΚΑΙ ΣΥΛΛΥΠΗΤΗΡΙΑ ΤΗΛΕΓΡΑΦΗΜΑΤΑ: [650, 368, 1002, 413]
- price-value: 384,00—354,00: [466, 825, 529, 835]
- article-body: Ὁ ὑφυπουργὸς συγκοινωνιῶν ἐδήλωσεν ὅτι εἰς τὸ ζήτημα τοῦτο θὰ δοθῇ ἰδιαιτέρα προσοχή, ὥστε νὰ ἐξευρεθῇ ἡ ταχυτέρα λύσις, διὰ τῆς συνεργασίας τῶν ἁρμοδίων ὑπηρεσιῶν καὶ τῶν τοπικῶν ἀρχῶν. Ἐξ ἄλλου, ἀνεκοινώθη ὅτι τὰ σχετικὰ ἔργα θὰ ἐκτελεσθοῦν ἐντὸς τοῦ προσεχοῦς ἔτους, κατόπιν ἐγκρίσεως τῶν ἀπαιτουμένων πιστώσεων ὑπὸ τοῦ ὑπουργείου καὶ τῆς νομαρχίας.: [1108, 2127, 1279, 2224]
- article-body: Ὁ ὑφυπουργὸς συγκοινωνιῶν ἐδήλωσεν ὅτι εἰς τὸ ζήτημα τοῦτο θὰ δοθῇ ἰδιαιτέρα προσοχή, ὥστε νὰ ἐξευρεθῇ ἡ ταχυτέρα λύσις, διὰ τῆς συνεργασίας τῶν ἁρμοδίων ὑπηρεσιῶν καὶ τῶν τοπικῶν ἀρχῶν. Ἐξ ἄλλου, ἀνεκοινώθη ὅτι τὰ σχετικὰ ἔργα θὰ ἐκτελεσθοῦν ἐντὸς τοῦ προσεχοῦς ἔτους, κατόπιν ἐγκρίσεως τῶν ἀπαιτουμένων πιστώσεων ὑπὸ τοῦ ὑπουργείου καὶ τῆς νομαρχίας.: [190, 1590, 361, 1688]
- article-body: Ὁ ὑφυπουργὸς συγκοινωνιῶν ἐδήλωσεν ὅτι εἰς τὸ ζήτημα τοῦτο θὰ δοθῇ ἰδιαιτέρα προσοχή, ὥστε νὰ ἐξευρεθῇ ἡ ταχυτέρα λύσις, διὰ τῆς συνεργασίας τῶν ἁρμοδίων ὑπηρεσιῶν καὶ τῶν τοπικῶν ἀρχῶν. Ἐξ ἄλλου, ἀνεκοινώθη ὅτι τὰ σχετικὰ ἔργα θὰ ἐκτελεσθοῦν ἐντὸς τοῦ προσεχοῦς ἔτους, κατόπιν ἐγκρίσεως τῶν ἀπαιτουμένων πιστώσεων ὑπὸ τοῦ ὑπουργείου καὶ τῆς νομαρχίας.: [373, 658, 545, 756]
- subheadline: ΑΠΟ ΤΗΝ ΑΛΕΞΑΝΔΡΟΥΠΟΛΙΝ: [31, 2162, 165, 2189]
- article-body: Ὁ ὑφυπουργὸς συγκοινωνιῶν ἐδήλωσεν ὅτι εἰς τὸ ζήτημα τοῦτο θὰ δοθῇ ἰδιαιτέρα προσοχή, ὥστε νὰ ἐξευρεθῇ ἡ ταχυτέρα λύσις, διὰ τῆς συνεργασίας τῶν ἁρμοδίων ὑπηρεσιῶν καὶ τῶν τοπικῶν ἀρχῶν. Ἐξ ἄλλου, ἀνεκοινώθη ὅτι τὰ σχετικὰ ἔργα θὰ ἐκτελεσθοῦν ἐντὸς τοῦ προσεχοῦς ἔτους, κατόπιν ἐγκρίσεως τῶν ἀπαιτουμένων πιστώσεων ὑπὸ τοῦ ὑπουργείου καὶ τῆς νομαρχίας.: [739, 703, 914, 801]
- price-row: [391, 805, 529, 815]
- article-body: Ὁ ὑφυπουργὸς συγκοινωνιῶν ἐδήλωσεν ὅτι εἰς τὸ ζήτημα τοῦτο θὰ δοθῇ ἰδιαιτέρα προσοχή, ὥστε νὰ ἐξευρεθῇ ἡ ταχυτέρα λύσις, διὰ τῆς συνεργασίας τῶν ἁρμοδίων ὑπηρεσιῶν καὶ τῶν τοπικῶν ἀρχῶν. Ἐξ ἄλλου, ἀνεκοινώθη ὅτι τὰ σχετικὰ ἔργα θὰ ἐκτελεσθοῦν ἐντὸς τοῦ προσεχοῦς ἔτους, κατόπιν ἐγκρίσεως τῶν ἀπαιτουμένων πιστώσεων ὑπὸ τοῦ ὑπουργείου καὶ τῆς νομαρχίας.: [1286, 2109, 1457, 2207]
- dateline: ΑΘΗΝΑΙ, 10. —: [13, 378, 81, 388]
- article-body: Ὁ ὑφυπουργὸς συγκοινωνιῶν ἐδήλωσεν ὅτι εἰς τὸ ζήτημα τοῦτο θὰ δοθῇ ἰδιαιτέρα προσοχή, ὥστε νὰ ἐξευρεθῇ ἡ ταχυτέρα λύσις, διὰ τῆς συνεργασίας τῶν ἁρμοδίων ὑπηρεσιῶν καὶ τῶν τοπικῶν ἀρχῶν. Ἐξ ἄλλου, ἀνεκοινώθη ὅτι τὰ σχετικὰ ἔργα θὰ ἐκτελεσθοῦν ἐντὸς τοῦ προσεχοῦς ἔτους, κατόπιν ἐγκρίσεως τῶν ἀπαιτουμένων πιστώσεων ὑπὸ τοῦ ὑπουργείου καὶ τῆς νομαρχίας.: [373, 2288, 545, 2387]
- headline: Η ΕΤΗΣΙΑ ΠΑΡΑΓΩΓΗ ΜΕΤΑΛΛΕΥΜΑΤΩΝ ΕΙΣ ΤΗΝ ΤΟΥΡΚΙΑΝ: [935, 1371, 1082, 1412]
- headline: ΚΑΤΑΔΙΚΑΙ ΟΔΗΓΩΝ ΔΙ' ΑΝΘΡΩΠΟΚΤΟΝΙΑΣ ΕΞ ΑΜΕΛΕΙΑΣ: [381, 1620, 537, 1661]
- newspaper-page: [7, 6, 1463, 2520]
- article-body: Ὁ ὑφυπουργὸς συγκοινωνιῶν ἐδήλωσεν ὅτι εἰς τὸ ζήτημα τοῦτο θὰ δοθῇ ἰδιαιτέρα προσοχή, ὥστε νὰ ἐξευρεθῇ ἡ ταχυτέρα λύσις, διὰ τῆς συνεργασίας τῶν ἁρμοδίων ὑπηρεσιῶν καὶ τῶν τοπικῶν ἀρχῶν. Ἐξ ἄλλου, ἀνεκοινώθη ὅτι τὰ σχετικὰ ἔργα θὰ ἐκτελεσθοῦν ἐντὸς τοῦ προσεχοῦς ἔτους, κατόπιν ἐγκρίσεως τῶν ἀπαιτουμένων πιστώσεων ὑπὸ τοῦ ὑπουργείου καὶ τῆς νομαρχίας.: [735, 2237, 908, 2335]
- dateline: ΓΕΝΕΥΗ, 10. (Ἀσσ. Πρές). —: [1108, 686, 1235, 696]
- dateline: ΑΓΚΥΡΑ, 10. (ΤΗΕ). —: [921, 1422, 1020, 1432]
- article-body: Ὁ ὑφυπουργὸς συγκοινωνιῶν ἐδήλωσεν ὅτι εἰς τὸ ζήτημα τοῦτο θὰ δοθῇ ἰδιαιτέρα προσοχή, ὥστε νὰ ἐξευρεθῇ ἡ ταχυτέρα λύσις, διὰ τῆς συνεργασίας τῶν ἁρμοδίων ὑπηρεσιῶν καὶ τῶν τοπικῶν ἀρχῶν. Ἐξ ἄλλου, ἀνεκοινώθη ὅτι τὰ σχετικὰ ἔργα θὰ ἐκτελεσθοῦν ἐντὸς τοῦ προσεχοῦς ἔτους, κατόπιν ἐγκρίσεως τῶν ἀπαιτουμένων πιστώσεων ὑπὸ τοῦ ὑπουργείου καὶ τῆς νομαρχίας.: [1108, 1186, 1279, 1285]
- lead-title-line-1: ΔΕΗΣΙΣ ΘΑ ΤΕΛΕΣΘΗ ΑΥΡΙΟΝ: [582, 13, 1070, 96]
- article-body: Ἐνῷ εἰς τὰς Ἀθήνας θὰ τελεσθῇ αὔριον ἡ κηδεία τοῦ ἀειμνήστου Βασιλείου Παπᾶ, εἰς τὴν Θεσσαλονίκην τὴν 10 π.μ. θὰ ψαλῇ ἐπιμνημόσυνος δέησις εἰς τὸν ναὸν τῆς Ἁγίας Σοφίας, χοροστατοῦντος τοῦ μητροπολίτου κ. Παντελεήμονος.: [557, 417, 732, 476]
- dateline: ΑΘΗΝΑΙ, 10. —: [557, 1762, 625, 1772]
- article-body: Ὁ ὑφυπουργὸς συγκοινωνιῶν ἐδήλωσεν ὅτι εἰς τὸ ζήτημα τοῦτο θὰ δοθῇ ἰδιαιτέρα προσοχή, ὥστε νὰ ἐξευρεθῇ ἡ ταχυτέρα λύσις, διὰ τῆς συνεργασίας τῶν ἁρμοδίων ὑπηρεσιῶν καὶ τῶν τοπικῶν ἀρχῶν. Ἐξ ἄλλου, ἀνεκοινώθη ὅτι τὰ σχετικὰ ἔργα θὰ ἐκτελεσθοῦν ἐντὸς τοῦ προσεχοῦς ἔτους, κατόπιν ἐγκρίσεως τῶν ἀπαιτουμένων πιστώσεων ὑπὸ τοῦ ὑπουργείου καὶ τῆς νομαρχίας.: [190, 1304, 361, 1402]
